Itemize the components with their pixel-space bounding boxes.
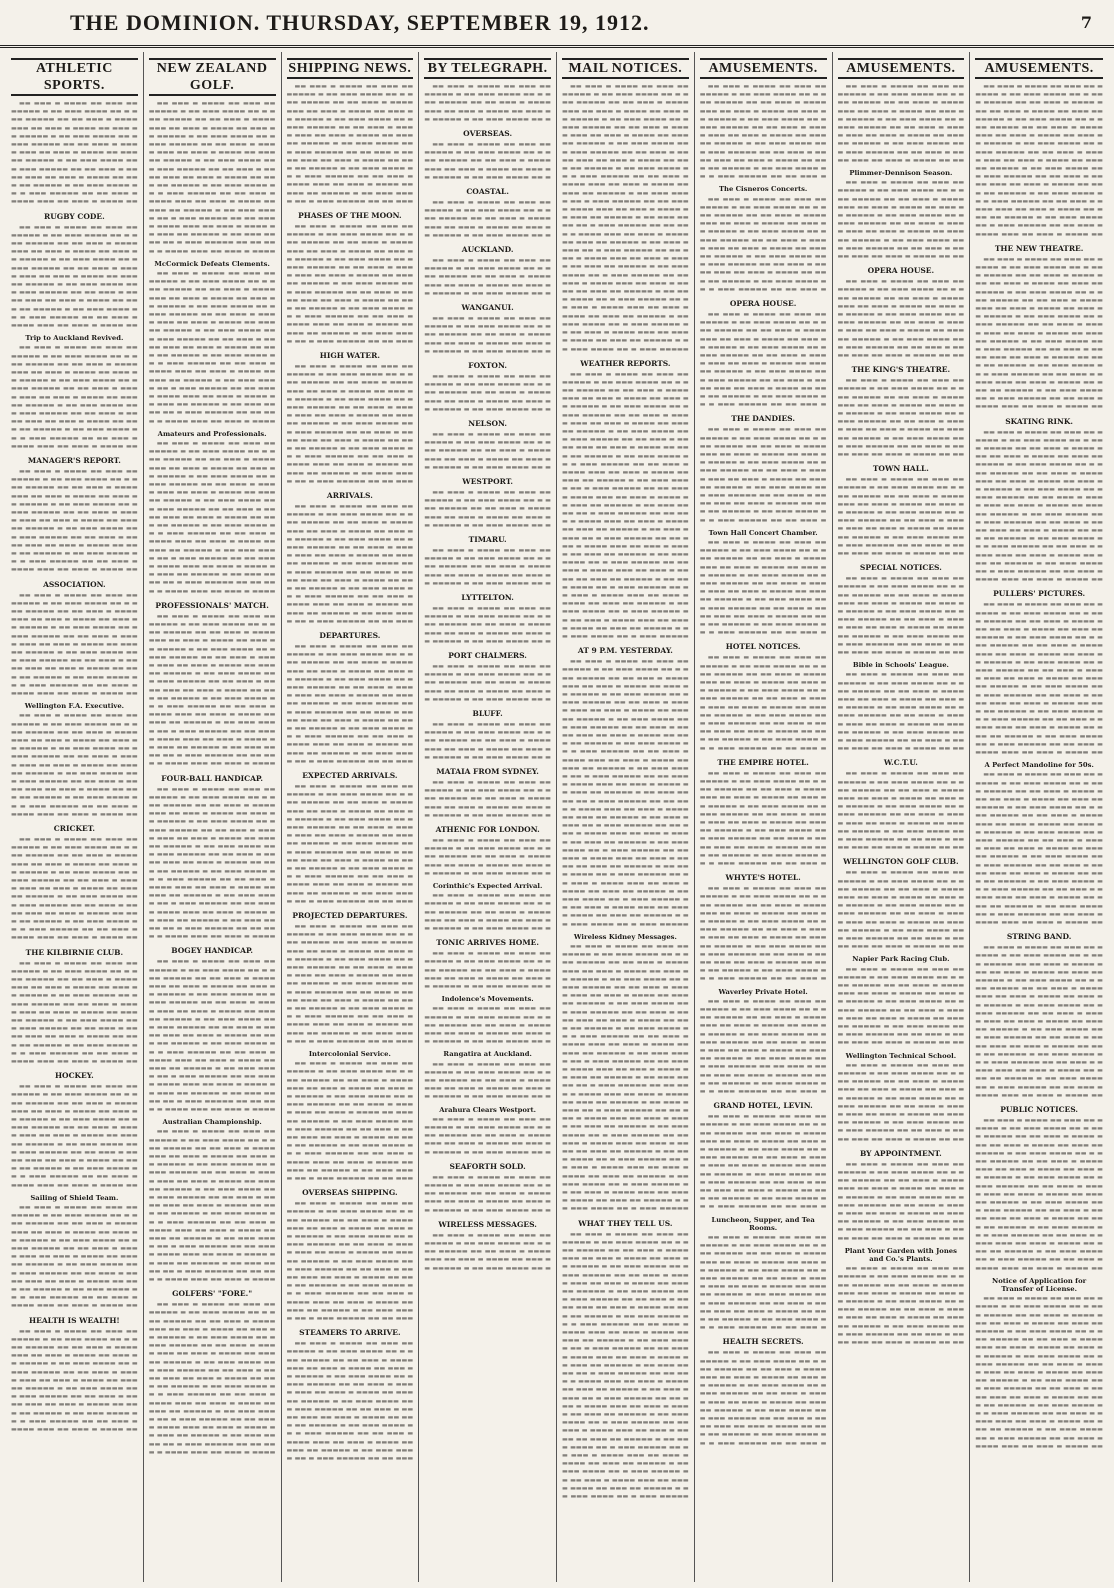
section-heading: Town Hall Concert Chamber. — [708, 528, 818, 537]
section-heading: THE NEW THEATRE. — [994, 243, 1084, 253]
section-heading: ARRIVALS. — [326, 491, 373, 500]
text-block: ▬▬ ▬▬▬ ▬ ▬▬▬▬ ▬▬ ▬▬▬ ▬▬ ▬▬▬▬▬ ▬ ▬▬ ▬▬▬ ▬▬▬▬ ▬▬ ▬ ▬▬▬ ▬▬▬▬▬ ▬▬ ▬▬ ▬▬▬ ▬ ▬▬▬▬ ▬▬▬ ▬▬ ▬▬▬ ▬ ▬▬▬▬ ▬▬ ▬▬▬ ▬▬ ▬▬▬▬▬ ▬ ▬▬ ▬▬▬ ▬▬▬▬ ▬▬ ▬ ▬▬▬ ▬▬▬▬▬ ▬▬ ▬▬ ▬▬▬ ▬ ▬▬▬▬ ▬▬▬ ▬▬ ▬▬▬ ▬ ▬▬▬▬ ▬▬ ▬▬▬ ▬▬ ▬▬▬▬▬ ▬ ▬▬ ▬▬▬ ▬▬▬▬ ▬▬ ▬ ▬▬▬ ▬▬▬▬▬ ▬▬ ▬▬ ▬▬▬ ▬ ▬▬▬▬ ▬▬▬ ▬▬ ▬▬▬ ▬ ▬▬▬▬ ▬▬ ▬▬▬ ▬▬ ▬▬▬▬▬ ▬ ▬▬ ▬▬▬ ▬▬▬▬ ▬▬ ▬ ▬▬▬ ▬▬▬▬▬ ▬▬ ▬▬ ▬▬▬ ▬ ▬▬▬▬ ▬▬▬ ▬▬ ▬▬▬ ▬ ▬▬▬▬ ▬▬ ▬▬▬ ▬▬ ▬▬▬▬▬ ▬ ▬▬ ▬▬▬ ▬▬▬▬ ▬▬ ▬ ▬▬▬ ▬▬▬▬▬ ▬▬ ▬▬ ▬▬▬ — [286, 223, 414, 345]
section-heading: MATAIA FROM SYDNEY. — [436, 767, 539, 776]
column-6 — [695, 52, 833, 1582]
text-block: ▬▬ ▬▬▬ ▬ ▬▬▬▬ ▬▬ ▬▬▬ ▬▬ ▬▬▬▬▬ ▬ ▬▬ ▬▬▬ ▬▬▬▬ ▬▬ ▬ ▬▬▬ ▬▬▬▬▬ ▬▬ ▬▬ ▬▬▬ ▬ ▬▬▬▬ ▬▬▬ ▬▬ ▬▬▬ ▬ ▬▬▬▬ ▬▬ ▬▬▬ ▬▬ ▬▬▬▬▬ ▬ ▬▬ ▬▬▬ ▬▬▬▬ ▬▬ ▬ ▬▬▬ ▬▬▬▬▬ ▬▬ ▬▬ ▬▬▬ ▬ ▬▬▬▬ ▬▬▬ ▬▬ ▬▬▬ ▬ ▬▬▬▬ ▬▬ ▬▬▬ ▬▬ ▬▬▬▬▬ ▬ ▬▬ ▬▬▬ ▬▬▬▬ ▬▬ ▬ ▬▬▬ ▬▬▬▬▬ ▬▬ ▬▬ ▬▬▬ ▬ ▬▬▬▬ ▬▬▬ ▬▬ ▬▬▬ ▬ ▬▬▬▬ ▬▬ ▬▬▬ ▬▬ ▬▬▬▬▬ ▬ ▬▬ ▬▬▬ ▬▬▬▬ ▬▬ ▬ ▬▬▬ ▬▬▬▬▬ ▬▬ ▬▬ ▬▬▬ ▬ ▬▬▬▬ ▬▬▬ ▬▬ ▬▬▬ ▬ ▬▬▬▬ ▬▬ ▬▬▬ ▬▬ ▬▬▬▬▬ ▬ ▬▬ ▬▬▬ ▬▬▬▬ ▬▬ ▬ ▬▬▬ ▬▬▬▬▬ ▬▬ ▬▬ ▬▬▬ — [286, 363, 414, 485]
section-heading: WEATHER REPORTS. — [580, 358, 671, 368]
text-block: ▬▬ ▬▬▬ ▬ ▬▬▬▬ ▬▬ ▬▬▬ ▬▬ ▬▬▬▬▬ ▬ ▬▬ ▬▬▬ ▬▬▬▬ ▬▬ ▬ ▬▬▬ ▬▬▬▬▬ ▬▬ ▬▬ ▬▬▬ ▬ ▬▬▬▬ ▬▬▬ ▬▬ ▬▬▬ ▬ ▬▬▬▬ ▬▬ ▬▬▬ ▬▬ ▬▬▬▬▬ ▬ ▬▬ ▬▬▬ ▬▬▬▬ ▬▬ ▬ ▬▬▬ ▬▬▬▬▬ ▬▬ ▬▬ ▬▬▬ ▬ ▬▬▬▬ ▬▬▬ ▬▬ ▬▬▬ ▬ ▬▬▬▬ ▬▬ ▬▬▬ ▬▬ ▬▬▬▬▬ ▬ ▬▬ ▬▬▬ ▬▬▬▬ ▬▬ ▬ ▬▬▬ ▬▬▬▬▬ ▬▬ ▬▬ ▬▬▬ ▬ ▬▬▬▬ ▬▬▬ ▬▬ ▬▬▬ ▬ ▬▬▬▬ ▬▬ ▬▬▬ ▬▬ ▬▬▬▬▬ ▬ ▬▬ ▬▬▬ ▬▬▬▬ ▬▬ ▬ ▬▬▬ ▬▬▬▬▬ ▬▬ ▬▬ ▬▬▬ ▬ ▬▬▬▬ ▬▬▬ ▬▬ ▬▬▬ ▬ ▬▬▬▬ ▬▬ ▬▬▬ ▬▬ ▬▬▬▬▬ ▬ ▬▬ ▬▬▬ ▬▬▬▬ ▬▬ ▬ ▬▬▬ ▬▬▬▬▬ ▬▬ ▬▬ ▬▬▬ ▬ ▬▬▬▬ ▬▬▬ ▬▬ ▬▬▬ ▬ ▬▬▬▬ ▬▬ ▬▬▬ ▬▬ ▬▬▬▬▬ ▬ ▬▬ ▬▬▬ ▬▬▬▬ ▬▬ ▬ ▬▬▬ ▬▬▬▬▬ ▬▬ ▬▬ ▬▬▬ ▬ ▬▬▬▬ ▬▬▬ ▬▬ ▬▬▬ ▬ ▬▬▬▬ — [148, 1128, 276, 1284]
column-4 — [419, 52, 557, 1582]
section-heading: DEPARTURES. — [319, 631, 381, 640]
text-block: ▬▬ ▬▬▬ ▬ ▬▬▬▬ ▬▬ ▬▬▬ ▬▬ ▬▬▬▬▬ ▬ ▬▬ ▬▬▬ ▬▬▬▬ ▬▬ ▬ ▬▬▬ ▬▬▬▬▬ ▬▬ ▬▬ ▬▬▬ ▬ ▬▬▬▬ ▬▬▬ ▬▬ ▬▬▬ ▬ ▬▬▬▬ ▬▬ ▬▬▬ ▬▬ ▬▬▬▬▬ ▬ ▬▬ ▬▬▬ ▬▬▬▬ ▬▬ ▬ ▬▬▬ ▬▬▬▬▬ ▬▬ ▬▬ ▬▬▬ ▬ ▬▬▬▬ ▬▬▬ ▬▬ ▬▬▬ ▬ ▬▬▬▬ ▬▬ ▬▬▬ ▬▬ ▬▬▬▬▬ ▬ ▬▬ ▬▬▬ ▬▬▬▬ ▬▬ ▬ ▬▬▬ ▬▬▬▬▬ ▬▬ ▬▬ ▬▬▬ ▬ ▬▬▬▬ ▬▬▬ ▬▬ ▬▬▬ ▬ ▬▬▬▬ ▬▬ ▬▬▬ ▬▬ ▬▬▬▬▬ ▬ ▬▬ ▬▬▬ ▬▬▬▬ ▬▬ ▬ ▬▬▬ ▬▬▬▬▬ ▬▬ ▬▬ ▬▬▬ ▬ — [699, 654, 827, 752]
section-heading: PROFESSIONALS' MATCH. — [155, 600, 269, 610]
text-block: ▬▬ ▬▬▬ ▬ ▬▬▬▬ ▬▬ ▬▬▬ ▬▬ ▬▬▬▬▬ ▬ ▬▬ ▬▬▬ ▬▬▬▬ ▬▬ ▬ ▬▬▬ ▬▬▬▬▬ ▬▬ ▬▬ ▬▬▬ ▬ ▬▬▬▬ ▬▬▬ ▬▬ ▬▬▬ ▬ ▬▬▬▬ ▬▬ ▬▬▬ ▬▬ ▬▬▬▬▬ ▬ ▬▬ ▬▬▬ ▬▬▬▬ ▬▬ ▬ — [424, 663, 551, 703]
section-heading: Napier Park Racing Club. — [852, 955, 950, 964]
section-heading: AUCKLAND. — [461, 245, 514, 254]
section-heading: STEAMERS TO ARRIVE. — [299, 1328, 401, 1338]
section-heading: AMUSEMENTS. — [700, 58, 827, 79]
column-5 — [557, 52, 695, 1582]
section-heading: Luncheon, Supper, and Tea Rooms. — [711, 1215, 815, 1232]
text-block: ▬▬ ▬▬▬ ▬ ▬▬▬▬ ▬▬ ▬▬▬ ▬▬ ▬▬▬▬▬ ▬ ▬▬ ▬▬▬ ▬▬▬▬ ▬▬ ▬ ▬▬▬ ▬▬▬▬▬ ▬▬ ▬▬ ▬▬▬ ▬ ▬▬▬▬ ▬▬▬ ▬▬ ▬▬▬ ▬ ▬▬▬▬ ▬▬ ▬▬▬ ▬▬ ▬▬▬▬▬ ▬ ▬▬ ▬▬▬ ▬▬▬▬ ▬▬ ▬ ▬▬▬ ▬▬▬▬▬ ▬▬ ▬▬ ▬▬▬ ▬ ▬▬▬▬ ▬▬▬ ▬▬ ▬▬▬ ▬ ▬▬▬▬ ▬▬ ▬▬▬ ▬▬ ▬▬▬▬▬ ▬ ▬▬ ▬▬▬ ▬▬▬▬ ▬▬ ▬ ▬▬▬ ▬▬▬▬▬ ▬▬ ▬▬ ▬▬▬ ▬ ▬▬▬▬ ▬▬▬ ▬▬ ▬▬▬ ▬ ▬▬▬▬ ▬▬ ▬▬ — [837, 671, 965, 753]
section-heading: Intercolonial Service. — [308, 1050, 391, 1058]
text-block: ▬▬ ▬▬▬ ▬ ▬▬▬▬ ▬▬ ▬▬▬ ▬▬ ▬▬▬▬▬ ▬ ▬▬ ▬▬▬ ▬▬▬▬ ▬▬ ▬ ▬▬▬ ▬▬▬▬▬ ▬▬ ▬▬ ▬▬▬ ▬ ▬▬▬▬ ▬▬▬ ▬▬ ▬▬▬ ▬ ▬▬▬▬ ▬▬ ▬▬▬ ▬▬ ▬▬▬▬▬ ▬ ▬▬ ▬▬▬ ▬▬▬▬ ▬▬ ▬ ▬▬▬ ▬▬▬▬▬ ▬▬ ▬▬ ▬▬▬ ▬ ▬▬▬▬ ▬▬▬ ▬▬ ▬▬▬ ▬ ▬▬▬▬ ▬▬ ▬▬▬ ▬▬ ▬▬▬▬▬ ▬ ▬▬ ▬▬▬ ▬▬▬▬ ▬▬ ▬ ▬▬▬ ▬▬▬▬▬ ▬▬ ▬▬ ▬▬▬ ▬ ▬▬▬▬ ▬▬▬ ▬▬ ▬▬▬ ▬ ▬▬▬▬ ▬▬ ▬▬▬ ▬▬ ▬▬▬▬▬ ▬ ▬▬ ▬▬▬ ▬▬▬▬ ▬▬ ▬ ▬▬▬ ▬▬▬▬▬ ▬▬ ▬▬ ▬▬▬ ▬ ▬▬▬▬ ▬▬▬ ▬▬ ▬▬▬ ▬ ▬▬▬▬ ▬▬ ▬▬▬ ▬▬ ▬▬▬▬▬ ▬ ▬▬ ▬▬▬ ▬▬▬▬ ▬▬ ▬ ▬▬▬ ▬▬▬▬▬ ▬▬ ▬▬ ▬▬▬ ▬ ▬▬▬▬ ▬▬▬ ▬▬ ▬▬▬ ▬ ▬▬▬▬ ▬▬ ▬▬▬ ▬▬ ▬▬▬▬▬ ▬ ▬▬ ▬▬▬ ▬▬▬▬ ▬▬ ▬ ▬▬▬ ▬▬▬▬▬ ▬▬ ▬▬ ▬▬▬ ▬ ▬▬▬▬ ▬▬▬ ▬▬ ▬▬▬ ▬ ▬▬▬▬ ▬▬ — [975, 255, 1103, 411]
text-block: ▬▬ ▬▬▬ ▬ ▬▬▬▬ ▬▬ ▬▬▬ ▬▬ ▬▬▬▬▬ ▬ ▬▬ ▬▬▬ ▬▬▬▬ ▬▬ ▬ ▬▬▬ ▬▬▬▬▬ ▬▬ ▬▬ ▬▬▬ ▬ ▬▬▬▬ ▬▬▬ ▬▬ ▬▬▬ ▬ ▬▬▬▬ ▬▬ ▬▬▬ ▬▬ ▬▬▬▬▬ ▬ ▬▬ ▬▬▬ ▬▬▬▬ ▬▬ ▬ ▬▬▬ ▬▬▬▬▬ ▬▬ ▬▬ ▬▬▬ ▬ ▬▬▬▬ ▬▬▬ ▬▬ ▬▬▬ ▬ ▬▬▬▬ ▬▬ ▬▬▬ ▬▬ ▬▬▬▬▬ ▬ ▬▬ ▬▬▬ ▬▬▬▬ ▬▬ ▬ ▬▬▬ ▬▬▬▬▬ ▬▬ ▬▬ ▬▬▬ ▬ ▬▬▬▬ ▬▬▬ ▬▬ ▬▬▬ ▬ ▬▬▬▬ ▬▬ ▬▬▬ ▬▬ ▬▬▬▬▬ ▬ ▬▬ ▬▬▬ ▬▬▬▬ ▬▬ ▬ ▬▬▬ ▬▬▬▬▬ ▬▬ ▬▬ ▬▬▬ ▬ ▬▬▬▬ ▬▬▬ ▬▬ ▬▬▬ ▬ ▬▬▬▬ ▬▬ ▬▬▬ ▬▬ ▬▬▬▬▬ ▬ ▬▬ ▬▬▬ ▬▬▬▬ ▬▬ ▬ ▬▬▬ ▬▬▬▬▬ ▬▬ ▬▬ ▬▬▬ ▬ ▬▬▬▬ ▬▬▬ ▬▬ ▬▬▬ ▬ ▬▬▬▬ ▬▬ ▬▬▬ ▬▬ ▬▬▬▬▬ ▬ ▬▬ ▬▬▬ ▬▬▬▬ ▬▬ ▬ ▬▬▬ ▬▬▬▬▬ ▬▬ ▬▬ ▬▬▬ ▬ ▬▬▬▬ ▬▬▬ ▬▬ ▬▬▬ ▬ ▬▬▬▬ — [148, 612, 276, 768]
text-block: ▬▬ ▬▬▬ ▬ ▬▬▬▬ ▬▬ ▬▬▬ ▬▬ ▬▬▬▬▬ ▬ ▬▬ ▬▬▬ ▬▬▬▬ ▬▬ ▬ ▬▬▬ ▬▬▬▬▬ ▬▬ ▬▬ ▬▬▬ ▬ ▬▬▬▬ ▬▬▬ ▬▬ ▬▬▬ ▬ ▬▬▬▬ ▬▬ ▬▬▬ ▬▬ ▬▬▬▬▬ ▬ ▬▬ ▬▬▬ ▬▬▬▬ ▬▬ ▬ ▬▬▬ ▬▬▬▬▬ ▬▬ ▬▬ ▬▬▬ ▬ ▬▬▬▬ ▬▬▬ ▬▬ ▬▬▬ ▬ ▬▬▬▬ ▬▬ ▬▬▬ ▬▬ ▬▬▬▬▬ ▬ ▬▬ ▬▬▬ ▬▬▬▬ ▬▬ ▬ ▬▬▬ ▬▬▬▬▬ ▬▬ ▬▬ ▬▬▬ ▬ ▬▬▬▬ ▬▬▬ ▬▬ ▬▬▬ ▬ ▬▬▬▬ ▬▬ ▬▬▬ ▬▬ ▬▬▬▬▬ ▬ ▬▬ ▬▬▬ ▬▬▬▬ ▬▬ ▬ ▬▬▬ ▬▬▬▬▬ ▬▬ ▬▬ ▬▬▬ ▬ ▬▬▬▬ ▬▬▬ ▬▬ ▬▬▬ ▬ ▬▬▬▬ ▬▬ ▬▬▬ ▬▬ ▬▬▬▬▬ ▬ ▬▬ ▬▬▬ ▬▬▬▬ ▬▬ ▬ ▬▬▬ ▬▬▬▬▬ ▬▬ ▬▬ ▬▬▬ — [286, 503, 414, 625]
text-block: ▬▬ ▬▬▬ ▬ ▬▬▬▬ ▬▬ ▬▬▬ ▬▬ ▬▬▬▬▬ ▬ ▬▬ ▬▬▬ ▬▬▬▬ ▬▬ ▬ ▬▬▬ ▬▬▬▬▬ ▬▬ ▬▬ ▬▬▬ ▬ ▬▬▬▬ ▬▬▬ ▬▬ ▬▬▬ ▬ ▬▬▬▬ ▬▬ ▬▬▬ ▬▬ ▬▬▬▬▬ ▬ ▬▬ ▬▬▬ ▬▬▬▬ ▬▬ ▬ ▬▬▬ ▬▬▬▬▬ ▬▬ ▬▬ ▬▬▬ ▬ ▬▬▬▬ ▬▬▬ ▬▬ ▬▬▬ ▬ ▬▬▬▬ ▬▬ ▬▬▬ ▬▬ ▬▬▬▬▬ ▬ ▬▬ ▬▬▬ ▬▬▬▬ ▬▬ ▬ ▬▬▬ ▬▬▬▬▬ ▬▬ ▬▬ ▬▬▬ ▬ ▬▬▬▬ ▬▬▬ ▬▬ ▬▬▬ ▬ ▬▬▬▬ ▬▬ ▬▬▬ ▬▬ ▬▬▬▬▬ ▬ ▬▬ ▬▬▬ ▬▬▬▬ ▬▬ ▬ ▬▬▬ ▬▬▬▬▬ ▬▬ ▬▬ ▬▬▬ ▬ ▬▬▬▬ ▬▬▬ ▬▬ ▬▬▬ ▬ ▬▬▬▬ ▬▬ ▬▬▬ ▬▬ ▬▬▬▬▬ ▬ ▬▬ ▬▬▬ ▬▬▬▬ ▬▬ ▬ ▬▬▬ ▬▬▬▬▬ ▬▬ ▬▬ ▬▬▬ ▬ ▬▬▬▬ ▬▬▬ ▬▬ ▬▬▬ ▬ ▬▬▬▬ ▬▬ ▬▬▬ ▬▬ ▬▬▬▬▬ ▬ ▬▬ ▬▬▬ ▬▬▬▬ ▬▬ ▬ ▬▬▬ ▬▬▬▬▬ ▬▬ ▬▬ ▬▬▬ ▬ ▬▬▬▬ ▬▬▬ ▬▬ ▬▬▬ ▬ ▬▬▬▬ ▬▬ — [975, 83, 1103, 238]
text-block: ▬▬ ▬▬▬ ▬ ▬▬▬▬ ▬▬ ▬▬▬ ▬▬ ▬▬▬▬▬ ▬ ▬▬ ▬▬▬ ▬▬▬▬ ▬▬ ▬ ▬▬▬ ▬▬▬▬▬ ▬▬ ▬▬ ▬▬▬ ▬ ▬▬▬▬ ▬▬▬ ▬▬ ▬▬▬ ▬ ▬▬▬▬ ▬▬ ▬▬▬ ▬▬ ▬▬▬▬▬ ▬ ▬▬ ▬▬▬ ▬▬▬▬ ▬▬ ▬ ▬▬▬ ▬▬▬▬▬ ▬▬ ▬▬ ▬▬▬ ▬ ▬▬▬▬ ▬▬▬ ▬▬ ▬▬▬ ▬ ▬▬▬▬ ▬▬ ▬▬▬ ▬▬ ▬▬▬▬▬ ▬ ▬▬ ▬▬▬ ▬▬▬▬ ▬▬ ▬ ▬▬▬ ▬▬▬▬▬ ▬▬ ▬▬ ▬▬▬ ▬ ▬▬▬▬ ▬▬▬ ▬▬ ▬▬▬ ▬ ▬▬▬▬ ▬▬ ▬▬▬ ▬▬ ▬▬▬▬▬ ▬ ▬▬ ▬▬▬ ▬▬▬▬ ▬▬ ▬ ▬▬▬ ▬▬▬▬▬ ▬▬ ▬▬ ▬▬▬ ▬ ▬▬▬▬ ▬▬▬ ▬▬ ▬▬▬ ▬ ▬▬▬▬ ▬▬ ▬▬▬ ▬▬ ▬▬▬▬▬ ▬ ▬▬ ▬▬▬ ▬▬▬▬ ▬▬ ▬ ▬▬▬ ▬▬▬▬▬ ▬▬ ▬▬ ▬▬▬ — [286, 1340, 414, 1463]
text-block: ▬▬ ▬▬▬ ▬ ▬▬▬▬ ▬▬ ▬▬▬ ▬▬ ▬▬▬▬▬ ▬ ▬▬ ▬▬▬ ▬▬▬▬ ▬▬ ▬ ▬▬▬ ▬▬▬▬▬ ▬▬ ▬▬ ▬▬▬ ▬ ▬▬▬▬ ▬▬▬ ▬▬ ▬▬▬ ▬ ▬▬▬▬ ▬▬ ▬▬▬ ▬▬ ▬▬▬▬▬ ▬ ▬▬ ▬▬▬ ▬▬▬▬ ▬▬ ▬ ▬▬▬ ▬▬▬▬▬ ▬▬ ▬▬ ▬▬▬ ▬ ▬▬▬▬ ▬▬▬ ▬▬ ▬▬▬ ▬ ▬▬▬▬ ▬▬ ▬▬▬ ▬▬ ▬▬▬▬▬ ▬ ▬▬ ▬▬▬ ▬▬▬▬ ▬▬ ▬ ▬▬▬ ▬▬▬▬▬ ▬▬ ▬▬ ▬▬▬ ▬ ▬▬▬▬ ▬▬▬ ▬▬ ▬▬▬ ▬ ▬▬▬▬ ▬▬ ▬▬▬ ▬▬ ▬▬▬▬▬ ▬ ▬▬ ▬▬▬ ▬▬▬▬ ▬▬ ▬ ▬▬▬ ▬▬▬▬▬ ▬▬ ▬▬ ▬▬▬ ▬ ▬▬▬▬ ▬▬▬ ▬▬ ▬▬▬ ▬ ▬▬▬▬ ▬▬ — [11, 1203, 138, 1310]
section-heading: HOCKEY. — [54, 1071, 94, 1081]
section-heading: HEALTH IS WEALTH! — [29, 1315, 120, 1325]
text-block: ▬▬ ▬▬▬ ▬ ▬▬▬▬ ▬▬ ▬▬▬ ▬▬ ▬▬▬▬▬ ▬ ▬▬ ▬▬▬ ▬▬▬▬ ▬▬ ▬ ▬▬▬ ▬▬▬▬▬ ▬▬ ▬▬ ▬▬▬ ▬ ▬▬▬▬ ▬▬▬ ▬▬ ▬▬▬ ▬ ▬▬▬▬ ▬▬ ▬▬▬ ▬▬ ▬▬▬▬▬ ▬ ▬▬ ▬▬▬ ▬▬▬▬ ▬▬ ▬ ▬▬▬ ▬▬▬▬▬ ▬▬ ▬▬ ▬▬▬ ▬ ▬▬▬▬ ▬▬▬ ▬▬ ▬▬▬ ▬ ▬▬▬▬ ▬▬ ▬▬▬ ▬▬ ▬▬▬▬▬ ▬ ▬▬ ▬▬▬ ▬▬▬▬ ▬▬ ▬ ▬▬▬ ▬▬▬▬▬ ▬▬ ▬▬ ▬▬▬ ▬ ▬▬▬▬ ▬▬▬ ▬▬ ▬▬▬ ▬ ▬▬▬▬ ▬▬ ▬▬ — [837, 1160, 965, 1242]
section-heading: OVERSEAS SHIPPING. — [302, 1188, 398, 1198]
text-block: ▬▬ ▬▬▬ ▬ ▬▬▬▬ ▬▬ ▬▬▬ ▬▬ ▬▬▬▬▬ ▬ ▬▬ ▬▬▬ ▬▬▬▬ ▬▬ ▬ ▬▬▬ ▬▬▬▬▬ ▬▬ ▬▬ ▬▬▬ ▬ ▬▬▬▬ ▬▬▬ ▬▬ ▬▬▬ ▬ ▬▬▬▬ ▬▬ ▬▬▬ ▬▬ ▬▬▬▬▬ ▬ ▬▬ ▬▬▬ ▬▬▬▬ ▬▬ ▬ ▬▬▬ ▬▬▬▬▬ ▬▬ ▬▬ ▬▬▬ ▬ ▬▬▬▬ ▬▬▬ ▬▬ ▬▬▬ ▬ ▬▬▬▬ ▬▬ ▬▬▬ ▬▬ ▬▬▬▬▬ ▬ ▬▬ ▬▬▬ ▬▬▬▬ ▬▬ ▬ ▬▬▬ ▬▬▬▬▬ ▬▬ ▬▬ ▬▬▬ ▬ ▬▬▬▬ ▬▬▬ ▬▬ ▬▬▬ ▬ ▬▬▬▬ ▬▬ ▬▬▬ ▬▬ ▬▬▬▬▬ ▬ ▬▬ ▬▬▬ ▬▬▬▬ ▬▬ ▬ ▬▬▬ ▬▬▬▬▬ ▬▬ ▬▬ ▬▬▬ ▬ ▬▬▬▬ ▬▬▬ ▬▬ ▬▬▬ ▬ ▬▬▬▬ ▬▬ ▬▬▬ ▬▬ ▬▬▬▬▬ ▬ ▬▬ ▬▬▬ ▬▬▬▬ ▬▬ ▬ ▬▬▬ ▬▬▬▬▬ ▬▬ ▬▬ ▬▬▬ ▬ ▬▬▬▬ ▬▬▬ ▬▬ ▬▬▬ ▬ ▬▬▬▬ ▬▬ ▬▬▬ ▬▬ ▬▬▬▬▬ ▬ ▬▬ ▬▬▬ ▬▬▬▬ ▬▬ ▬ ▬▬▬ ▬▬▬▬▬ ▬▬ ▬▬ ▬▬▬ ▬ ▬▬▬▬ ▬▬▬ ▬▬ ▬▬▬ ▬ ▬▬▬▬ — [148, 100, 276, 255]
text-block: ▬▬ ▬▬▬ ▬ ▬▬▬▬ ▬▬ ▬▬▬ ▬▬ ▬▬▬▬▬ ▬ ▬▬ ▬▬▬ ▬▬▬▬ ▬▬ ▬ ▬▬▬ ▬▬▬▬▬ ▬▬ ▬▬ ▬▬▬ ▬ ▬▬▬▬ ▬▬▬ ▬▬ ▬▬▬ ▬ ▬▬▬▬ ▬▬ ▬▬▬ ▬▬ ▬▬▬▬▬ ▬ ▬▬ ▬▬▬ ▬▬▬▬ ▬▬ ▬ ▬▬▬ ▬▬▬▬▬ ▬▬ ▬▬ ▬▬▬ ▬ ▬▬▬▬ ▬▬▬ ▬▬ ▬▬▬ ▬ ▬▬▬▬ ▬▬ ▬▬▬ ▬▬ ▬▬▬▬▬ ▬ ▬▬ ▬▬▬ ▬▬▬▬ ▬▬ ▬ ▬▬▬ ▬▬▬▬▬ ▬▬ ▬▬ ▬▬▬ ▬ ▬▬▬▬ ▬▬▬ ▬▬ ▬▬▬ ▬ ▬▬▬▬ ▬▬ ▬▬▬ ▬▬ ▬▬▬▬▬ ▬ ▬▬ ▬▬▬ ▬▬▬▬ ▬▬ ▬ ▬▬▬ ▬▬▬▬▬ ▬▬ ▬▬ ▬▬▬ ▬ ▬▬▬▬ ▬▬▬ ▬▬ ▬▬▬ ▬ ▬▬▬▬ ▬▬ — [11, 1327, 138, 1433]
section-heading: THE DANDIES. — [731, 414, 795, 424]
text-block: ▬▬ ▬▬▬ ▬ ▬▬▬▬ ▬▬ ▬▬▬ ▬▬ ▬▬▬▬▬ ▬ ▬▬ ▬▬▬ ▬▬▬▬ ▬▬ ▬ ▬▬▬ ▬▬▬▬▬ ▬▬ ▬▬ ▬▬▬ ▬ ▬▬▬▬ ▬▬▬ ▬▬ ▬▬▬ ▬ ▬▬▬▬ ▬▬ ▬▬▬ ▬▬ ▬▬▬▬▬ ▬ ▬▬ ▬▬▬ ▬▬▬▬ ▬▬ ▬ ▬▬▬ ▬▬▬▬▬ ▬▬ ▬▬ ▬▬▬ ▬ ▬▬▬▬ ▬▬▬ ▬▬ ▬▬▬ ▬ ▬▬▬▬ ▬▬ ▬▬▬ ▬▬ ▬▬▬▬▬ ▬ ▬▬ ▬▬▬ ▬▬▬▬ ▬▬ ▬ ▬▬▬ ▬▬▬▬▬ ▬▬ ▬▬ ▬▬▬ ▬ ▬▬▬▬ ▬▬▬ ▬▬ ▬▬▬ ▬ ▬▬▬▬ ▬▬ ▬▬▬ ▬▬ ▬▬▬▬▬ ▬ ▬▬ ▬▬▬ ▬▬▬▬ ▬▬ ▬ ▬▬▬ ▬▬▬▬▬ ▬▬ ▬▬ ▬▬▬ ▬ — [699, 1113, 827, 1211]
section-heading: AT 9 P.M. YESTERDAY. — [577, 646, 673, 656]
text-block: ▬▬ ▬▬▬ ▬ ▬▬▬▬ ▬▬ ▬▬▬ ▬▬ ▬▬▬▬▬ ▬ ▬▬ ▬▬▬ ▬▬▬▬ ▬▬ ▬ ▬▬▬ ▬▬▬▬▬ ▬▬ ▬▬ ▬▬▬ ▬ ▬▬▬▬ ▬▬▬ ▬▬ ▬▬▬ ▬ ▬▬▬▬ ▬▬ ▬▬▬ ▬▬ ▬▬▬▬▬ ▬ ▬▬ ▬▬▬ ▬▬▬▬ ▬▬ ▬ ▬▬▬ ▬▬▬▬▬ ▬▬ ▬▬ ▬▬▬ ▬ ▬▬▬▬ ▬▬▬ ▬▬ ▬▬▬ ▬ ▬▬▬▬ ▬▬ ▬▬▬ ▬▬ ▬▬▬▬▬ ▬ ▬▬ ▬▬▬ ▬▬▬▬ ▬▬ ▬ ▬▬▬ ▬▬▬▬▬ ▬▬ ▬▬ ▬▬▬ ▬ ▬▬▬▬ ▬▬▬ ▬▬ ▬▬▬ ▬ ▬▬▬▬ ▬▬ ▬▬▬ ▬▬ ▬▬▬▬▬ ▬ ▬▬ ▬▬▬ ▬▬▬▬ ▬▬ ▬ ▬▬▬ ▬▬▬▬▬ ▬▬ ▬▬ ▬▬▬ ▬ ▬▬▬▬ ▬▬▬ ▬▬ ▬▬▬ ▬ ▬▬▬▬ ▬▬ — [11, 591, 138, 698]
section-heading: PULLERS' PICTURES. — [993, 589, 1086, 599]
text-block: ▬▬ ▬▬▬ ▬ ▬▬▬▬ ▬▬ ▬▬▬ ▬▬ ▬▬▬▬▬ ▬ ▬▬ ▬▬▬ ▬▬▬▬ ▬▬ ▬ ▬▬▬ ▬▬▬▬▬ ▬▬ ▬▬ ▬▬▬ ▬ ▬▬▬▬ ▬▬▬ ▬▬ ▬▬▬ ▬ ▬▬▬▬ ▬▬ ▬▬▬ ▬▬ ▬▬▬▬▬ ▬ ▬▬ ▬▬▬ ▬▬▬▬ ▬▬ ▬ ▬▬▬ ▬▬▬▬▬ ▬▬ ▬▬ ▬▬▬ ▬ ▬▬▬▬ ▬▬▬ ▬▬ ▬▬▬ ▬ ▬▬▬▬ ▬▬ ▬▬▬ ▬▬ ▬▬▬▬▬ ▬ ▬▬ ▬▬▬ ▬▬▬▬ ▬▬ ▬ ▬▬▬ ▬▬▬▬▬ ▬▬ ▬▬ ▬▬▬ ▬ ▬▬▬▬ ▬▬▬ ▬▬ ▬▬▬ ▬ ▬▬▬▬ ▬▬ ▬▬ — [837, 278, 965, 360]
section-heading: Bible in Schools' League. — [852, 661, 949, 670]
section-heading: WIRELESS MESSAGES. — [438, 1219, 537, 1229]
text-block: ▬▬ ▬▬▬ ▬ ▬▬▬▬ ▬▬ ▬▬▬ ▬▬ ▬▬▬▬▬ ▬ ▬▬ ▬▬▬ ▬▬▬▬ ▬▬ ▬ ▬▬▬ ▬▬▬▬▬ ▬▬ ▬▬ ▬▬▬ ▬ ▬▬▬▬ ▬▬▬ ▬▬ ▬▬▬ ▬ ▬▬▬▬ ▬▬ ▬▬▬ ▬▬ ▬▬▬▬▬ ▬ ▬▬ ▬▬▬ ▬▬▬▬ ▬▬ ▬ ▬▬▬ ▬▬▬▬▬ ▬▬ ▬▬ ▬▬▬ ▬ ▬▬▬▬ ▬▬▬ ▬▬ ▬▬▬ ▬ ▬▬▬▬ ▬▬ ▬▬▬ ▬▬ ▬▬▬▬▬ ▬ ▬▬ ▬▬▬ ▬▬▬▬ ▬▬ ▬ ▬▬▬ ▬▬▬▬▬ ▬▬ ▬▬ ▬▬▬ ▬ ▬▬▬▬ ▬▬▬ ▬▬ ▬▬▬ ▬ ▬▬▬▬ ▬▬ ▬▬▬ ▬▬ ▬▬▬▬▬ ▬ ▬▬ ▬▬▬ ▬▬▬▬ ▬▬ ▬ ▬▬▬ ▬▬▬▬▬ ▬▬ ▬▬ ▬▬▬ ▬ ▬▬▬▬ ▬▬▬ ▬▬ ▬▬▬ ▬ ▬▬▬▬ ▬▬ ▬▬▬ ▬▬ ▬▬▬▬▬ ▬ ▬▬ ▬▬▬ ▬▬▬▬ ▬▬ ▬ ▬▬▬ ▬▬▬▬▬ ▬▬ ▬▬ ▬▬▬ ▬ ▬▬▬▬ ▬▬▬ ▬▬ ▬▬▬ ▬ ▬▬▬▬ ▬▬ ▬▬▬ ▬▬ ▬▬▬▬▬ ▬ ▬▬ ▬▬▬ ▬▬▬▬ ▬▬ ▬ ▬▬▬ ▬▬▬▬▬ ▬▬ ▬▬ ▬▬▬ ▬ ▬▬▬▬ ▬▬▬ ▬▬ ▬▬▬ ▬ ▬▬▬▬ ▬▬ ▬▬▬ ▬▬ ▬▬▬▬▬ ▬ ▬▬ ▬▬▬ ▬▬▬▬ ▬▬ ▬ ▬▬▬ ▬▬▬▬▬ ▬▬ ▬▬ ▬▬▬ ▬ ▬▬▬▬ ▬▬▬ ▬▬ ▬▬▬ ▬ ▬▬▬▬ ▬▬ ▬▬▬ ▬▬ ▬▬▬▬▬ ▬ ▬▬ ▬▬▬ ▬▬▬▬ ▬▬ ▬ ▬▬▬ ▬▬▬▬▬ ▬▬ ▬▬ ▬▬▬ ▬ ▬▬▬▬ ▬▬▬ ▬▬ ▬▬▬ ▬ ▬▬▬▬ ▬▬ ▬▬▬ ▬▬ ▬▬▬▬▬ ▬ ▬▬ ▬▬▬ ▬▬▬▬ ▬▬ ▬ ▬▬▬ ▬▬▬▬▬ ▬▬ ▬▬ ▬▬▬ ▬ ▬▬▬▬ ▬▬▬ ▬▬ ▬▬▬ ▬ ▬▬▬▬ ▬▬ ▬▬▬ ▬▬ ▬▬▬▬▬ ▬ ▬▬ ▬▬▬ ▬▬▬▬ ▬▬ ▬ ▬▬▬ ▬▬▬▬▬ ▬▬ ▬▬ ▬▬▬ ▬ ▬▬▬▬ ▬▬▬ ▬▬ ▬▬▬ ▬ ▬▬▬▬ ▬▬ ▬▬▬ ▬▬ ▬▬▬▬▬ ▬ ▬▬ ▬▬▬ ▬▬▬▬ ▬▬ ▬ ▬▬▬ ▬▬▬▬▬ — [562, 83, 689, 353]
text-block: ▬▬ ▬▬▬ ▬ ▬▬▬▬ ▬▬ ▬▬▬ ▬▬ ▬▬▬▬▬ ▬ ▬▬ ▬▬▬ ▬▬▬▬ ▬▬ ▬ ▬▬▬ ▬▬▬▬▬ ▬▬ ▬▬ ▬▬▬ ▬ ▬▬▬▬ ▬▬▬ ▬▬ ▬▬▬ ▬ ▬▬▬▬ ▬▬ ▬▬▬ ▬▬ ▬▬▬▬▬ ▬ ▬▬ ▬▬▬ ▬▬▬▬ ▬▬ ▬ ▬▬▬ ▬▬▬▬▬ ▬▬ ▬▬ ▬▬▬ ▬ ▬▬▬▬ ▬▬▬ ▬▬ ▬▬▬ ▬ ▬▬▬▬ ▬▬ ▬▬▬ ▬▬ ▬▬▬▬▬ ▬ ▬▬ ▬▬▬ ▬▬▬▬ ▬▬ ▬ ▬▬▬ ▬▬▬▬▬ ▬▬ ▬▬ ▬▬▬ ▬ ▬▬▬▬ ▬▬▬ ▬▬ ▬▬▬ ▬ ▬▬▬▬ ▬▬ ▬▬▬ ▬▬ ▬▬▬▬▬ ▬ ▬▬ ▬▬▬ ▬▬▬▬ ▬▬ ▬ ▬▬▬ ▬▬▬▬▬ ▬▬ ▬▬ ▬▬▬ ▬ ▬▬▬▬ ▬▬▬ ▬▬ ▬▬▬ ▬ ▬▬▬▬ ▬▬ ▬▬▬ ▬▬ ▬▬▬▬▬ ▬ ▬▬ ▬▬▬ ▬▬▬▬ ▬▬ ▬ ▬▬▬ ▬▬▬▬▬ ▬▬ ▬▬ ▬▬▬ — [286, 83, 414, 205]
text-block: ▬▬ ▬▬▬ ▬ ▬▬▬▬ ▬▬ ▬▬▬ ▬▬ ▬▬▬▬▬ ▬ ▬▬ ▬▬▬ ▬▬▬▬ ▬▬ ▬ ▬▬▬ ▬▬▬▬▬ ▬▬ ▬▬ ▬▬▬ ▬ ▬▬▬▬ ▬▬▬ ▬▬ ▬▬▬ ▬ ▬▬▬▬ ▬▬ ▬▬▬ ▬▬ ▬▬▬▬▬ ▬ ▬▬ ▬▬▬ ▬▬▬▬ ▬▬ ▬ ▬▬▬ ▬▬▬▬▬ ▬▬ ▬▬ ▬▬▬ ▬ ▬▬▬▬ ▬▬▬ ▬▬ ▬▬▬ ▬ ▬▬▬▬ ▬▬ ▬▬▬ ▬▬ ▬▬▬▬▬ ▬ ▬▬ ▬▬▬ ▬▬▬▬ ▬▬ ▬ ▬▬▬ ▬▬▬▬▬ ▬▬ ▬▬ ▬▬▬ ▬ ▬▬▬▬ ▬▬▬ ▬▬ ▬▬▬ ▬ ▬▬▬▬ ▬▬ ▬▬▬ ▬▬ ▬▬▬▬▬ ▬ ▬▬ ▬▬▬ ▬▬▬▬ ▬▬ ▬ ▬▬▬ ▬▬▬▬▬ ▬▬ ▬▬ ▬▬▬ ▬ ▬▬▬▬ ▬▬▬ ▬▬ ▬▬▬ ▬ ▬▬▬▬ ▬▬ ▬▬▬ ▬▬ ▬▬▬▬▬ ▬ ▬▬ ▬▬▬ ▬▬▬▬ ▬▬ ▬ ▬▬▬ ▬▬▬▬▬ ▬▬ ▬▬ ▬▬▬ ▬ ▬▬▬▬ ▬▬▬ ▬▬ ▬▬▬ ▬ ▬▬▬▬ ▬▬ ▬▬▬ ▬▬ ▬▬▬▬▬ ▬ ▬▬ ▬▬▬ ▬▬▬▬ ▬▬ ▬ ▬▬▬ ▬▬▬▬▬ ▬▬ ▬▬ ▬▬▬ ▬ ▬▬▬▬ ▬▬▬ ▬▬ ▬▬▬ ▬ ▬▬▬▬ ▬▬ — [975, 601, 1103, 757]
section-heading: FOUR-BALL HANDICAP. — [161, 773, 263, 783]
section-heading: THE KING'S THEATRE. — [851, 365, 951, 375]
section-heading: The Cisneros Concerts. — [718, 185, 808, 194]
text-block: ▬▬ ▬▬▬ ▬ ▬▬▬▬ ▬▬ ▬▬▬ ▬▬ ▬▬▬▬▬ ▬ ▬▬ ▬▬▬ ▬▬▬▬ ▬▬ ▬ ▬▬▬ ▬▬▬▬▬ ▬▬ ▬▬ ▬▬▬ ▬ ▬▬▬▬ ▬▬▬ ▬▬ ▬▬▬ ▬ ▬▬▬▬ ▬▬ ▬▬▬ ▬▬ ▬▬▬▬▬ ▬ ▬▬ ▬▬▬ ▬▬▬▬ ▬▬ ▬ ▬▬▬ ▬▬▬▬▬ ▬▬ ▬▬ ▬▬▬ ▬ ▬▬▬▬ ▬▬▬ ▬▬ ▬▬▬ ▬ ▬▬▬▬ ▬▬ ▬▬▬ ▬▬ ▬▬▬▬▬ ▬ ▬▬ ▬▬▬ ▬▬▬▬ ▬▬ ▬ ▬▬▬ ▬▬▬▬▬ ▬▬ ▬▬ ▬▬▬ ▬ ▬▬▬▬ ▬▬▬ ▬▬ ▬▬▬ ▬ ▬▬▬▬ ▬▬ ▬▬▬ ▬▬ ▬▬▬▬▬ ▬ ▬▬ ▬▬▬ ▬▬▬▬ ▬▬ ▬ ▬▬▬ ▬▬▬▬▬ ▬▬ ▬▬ ▬▬▬ ▬ ▬▬▬▬ ▬▬▬ ▬▬ ▬▬▬ ▬ ▬▬▬▬ ▬▬ — [11, 100, 138, 206]
section-heading: MANAGER'S REPORT. — [27, 455, 121, 465]
section-heading: OPERA HOUSE. — [867, 266, 935, 276]
section-heading: NELSON. — [468, 419, 508, 428]
section-heading: Australian Championship. — [162, 1118, 262, 1127]
section-heading: SKATING RINK. — [1005, 416, 1073, 426]
text-block: ▬▬ ▬▬▬ ▬ ▬▬▬▬ ▬▬ ▬▬▬ ▬▬ ▬▬▬▬▬ ▬ ▬▬ ▬▬▬ ▬▬▬▬ ▬▬ ▬ ▬▬▬ ▬▬▬▬▬ ▬▬ ▬▬ ▬▬▬ ▬ ▬▬▬▬ ▬▬▬ ▬▬ ▬▬▬ ▬ ▬▬▬▬ ▬▬ ▬▬▬ ▬▬ ▬▬▬▬▬ ▬ ▬▬ ▬▬▬ ▬▬▬▬ ▬▬ ▬ ▬▬▬ ▬▬▬▬▬ ▬▬ ▬▬ ▬▬▬ ▬ ▬▬▬▬ ▬▬▬ ▬▬ ▬▬▬ ▬ ▬▬▬▬ ▬▬ ▬▬▬ ▬▬ ▬▬▬▬▬ ▬ ▬▬ ▬▬▬ ▬▬▬▬ ▬▬ ▬ ▬▬▬ ▬▬▬▬▬ ▬▬ ▬▬ ▬▬▬ ▬ ▬▬▬▬ ▬▬▬ ▬▬ ▬▬▬ ▬ ▬▬▬▬ ▬▬ ▬▬▬ ▬▬ ▬▬▬▬▬ ▬ ▬▬ ▬▬▬ ▬▬▬▬ ▬▬ ▬ ▬▬▬ ▬▬▬▬▬ ▬▬ ▬▬ ▬▬▬ ▬ ▬▬▬▬ ▬▬▬ ▬▬ ▬▬▬ ▬ ▬▬▬▬ ▬▬ ▬▬▬ ▬▬ ▬▬▬▬▬ ▬ ▬▬ ▬▬▬ ▬▬▬▬ ▬▬ ▬ ▬▬▬ ▬▬▬▬▬ ▬▬ ▬▬ ▬▬▬ ▬ ▬▬▬▬ ▬▬▬ ▬▬ ▬▬▬ ▬ ▬▬▬▬ ▬▬ ▬▬▬ ▬▬ ▬▬▬▬▬ ▬ ▬▬ ▬▬▬ ▬▬▬▬ ▬▬ ▬ ▬▬▬ ▬▬▬▬▬ ▬▬ ▬▬ ▬▬▬ ▬ ▬▬▬▬ ▬▬▬ ▬▬ ▬▬▬ ▬ ▬▬▬▬ — [148, 785, 276, 941]
section-heading: EXPECTED ARRIVALS. — [302, 771, 398, 780]
section-heading: Indolence's Movements. — [441, 995, 534, 1004]
text-block: ▬▬ ▬▬▬ ▬ ▬▬▬▬ ▬▬ ▬▬▬ ▬▬ ▬▬▬▬▬ ▬ ▬▬ ▬▬▬ ▬▬▬▬ ▬▬ ▬ ▬▬▬ ▬▬▬▬▬ ▬▬ ▬▬ ▬▬▬ ▬ ▬▬▬▬ ▬▬▬ ▬▬ ▬▬▬ ▬ ▬▬▬▬ ▬▬ ▬▬▬ ▬▬ ▬▬▬▬▬ ▬ ▬▬ ▬▬▬ ▬▬▬▬ ▬▬ ▬ — [424, 721, 551, 761]
text-block: ▬▬ ▬▬▬ ▬ ▬▬▬▬ ▬▬ ▬▬▬ ▬▬ ▬▬▬▬▬ ▬ ▬▬ ▬▬▬ ▬▬▬▬ ▬▬ ▬ ▬▬▬ ▬▬▬▬▬ ▬▬ ▬▬ ▬▬▬ ▬ ▬▬▬▬ ▬▬▬ ▬▬ ▬▬▬ ▬ ▬▬▬▬ ▬▬ ▬▬▬ ▬▬ ▬▬▬▬▬ ▬ ▬▬ ▬▬▬ ▬▬▬▬ ▬▬ ▬ ▬▬▬ ▬▬▬▬▬ ▬▬ ▬▬ ▬▬▬ ▬ ▬▬▬▬ ▬▬▬ ▬▬ ▬▬▬ ▬ ▬▬▬▬ ▬▬ ▬▬▬ ▬▬ ▬▬▬▬▬ ▬ ▬▬ ▬▬▬ ▬▬▬▬ ▬▬ ▬ ▬▬▬ ▬▬▬▬▬ ▬▬ ▬▬ ▬▬▬ ▬ ▬▬▬▬ ▬▬▬ ▬▬ ▬▬▬ ▬ ▬▬▬▬ ▬▬ ▬▬▬ ▬▬ ▬▬▬▬▬ ▬ ▬▬ ▬▬▬ ▬▬▬▬ ▬▬ ▬ ▬▬▬ ▬▬▬▬▬ ▬▬ ▬▬ ▬▬▬ ▬ ▬▬▬▬ ▬▬▬ ▬▬ ▬▬▬ ▬ ▬▬▬▬ ▬▬ — [11, 835, 138, 942]
text-block: ▬▬ ▬▬▬ ▬ ▬▬▬▬ ▬▬ ▬▬▬ ▬▬ ▬▬▬▬▬ ▬ ▬▬ ▬▬▬ ▬▬▬▬ ▬▬ ▬ ▬▬▬ ▬▬▬▬▬ ▬▬ ▬▬ ▬▬▬ ▬ ▬▬▬▬ ▬▬▬ ▬▬ ▬▬▬ ▬ ▬▬▬▬ ▬▬ ▬▬▬ ▬▬ ▬▬▬▬▬ ▬ ▬▬ ▬▬▬ ▬▬▬▬ ▬▬ ▬ ▬▬▬ ▬▬▬▬▬ ▬▬ ▬▬ ▬▬▬ ▬ ▬▬▬▬ ▬▬▬ ▬▬ ▬▬▬ ▬ ▬▬▬▬ ▬▬ ▬▬▬ ▬▬ ▬▬▬▬▬ ▬ ▬▬ ▬▬▬ ▬▬▬▬ ▬▬ ▬ ▬▬▬ ▬▬▬▬▬ ▬▬ ▬▬ ▬▬▬ ▬ ▬▬▬▬ ▬▬▬ ▬▬ ▬▬▬ ▬ ▬▬▬▬ ▬▬ ▬▬ — [837, 377, 965, 459]
section-heading: WESTPORT. — [462, 477, 513, 486]
column-1 — [6, 52, 144, 1582]
text-block: ▬▬ ▬▬▬ ▬ ▬▬▬▬ ▬▬ ▬▬▬ ▬▬ ▬▬▬▬▬ ▬ ▬▬ ▬▬▬ ▬▬▬▬ ▬▬ ▬ ▬▬▬ ▬▬▬▬▬ ▬▬ ▬▬ ▬▬▬ ▬ ▬▬▬▬ ▬▬▬ ▬▬ ▬▬▬ ▬ ▬▬▬▬ ▬▬ ▬▬▬ ▬▬ ▬▬▬▬▬ ▬ ▬▬ ▬▬▬ ▬▬▬▬ ▬▬ ▬ ▬▬▬ ▬▬▬▬▬ ▬▬ ▬▬ ▬▬▬ ▬ ▬▬▬▬ ▬▬▬ ▬▬ ▬▬▬ ▬ ▬▬▬▬ ▬▬ ▬▬▬ ▬▬ ▬▬▬▬▬ ▬ ▬▬ ▬▬▬ ▬▬▬▬ ▬▬ ▬ ▬▬▬ ▬▬▬▬▬ ▬▬ ▬▬ ▬▬▬ ▬ ▬▬▬▬ ▬▬▬ ▬▬ ▬▬▬ ▬ ▬▬▬▬ ▬▬ ▬▬ — [837, 770, 965, 852]
text-block: ▬▬ ▬▬▬ ▬ ▬▬▬▬ ▬▬ ▬▬▬ ▬▬ ▬▬▬▬▬ ▬ ▬▬ ▬▬▬ ▬▬▬▬ ▬▬ ▬ ▬▬▬ ▬▬▬▬▬ ▬▬ ▬▬ ▬▬▬ ▬ ▬▬▬▬ ▬▬▬ ▬▬ ▬▬▬ ▬ ▬▬▬▬ ▬▬ ▬▬▬ ▬▬ ▬▬▬▬▬ ▬ ▬▬ ▬▬▬ ▬▬▬▬ ▬▬ ▬ ▬▬▬ ▬▬▬▬▬ ▬▬ ▬▬ ▬▬▬ ▬ ▬▬▬▬ ▬▬▬ ▬▬ ▬▬▬ ▬ ▬▬▬▬ ▬▬ ▬▬▬ ▬▬ ▬▬▬▬▬ ▬ ▬▬ ▬▬▬ ▬▬▬▬ ▬▬ ▬ ▬▬▬ ▬▬▬▬▬ ▬▬ ▬▬ ▬▬▬ ▬ ▬▬▬▬ ▬▬▬ ▬▬ ▬▬▬ ▬ ▬▬▬▬ ▬▬ ▬▬ — [837, 1265, 965, 1347]
section-heading: TONIC ARRIVES HOME. — [436, 938, 539, 948]
section-heading: McCormick Defeats Clements. — [154, 259, 270, 268]
text-block: ▬▬ ▬▬▬ ▬ ▬▬▬▬ ▬▬ ▬▬▬ ▬▬ ▬▬▬▬▬ ▬ ▬▬ ▬▬▬ ▬▬▬▬ ▬▬ ▬ ▬▬▬ ▬▬▬▬▬ ▬▬ ▬▬ ▬▬▬ ▬ ▬▬▬▬ ▬▬▬ ▬▬ ▬▬▬ ▬ ▬▬▬▬ ▬▬ ▬▬▬ ▬▬ ▬▬▬▬▬ ▬ ▬▬ ▬▬▬ ▬▬▬▬ ▬▬ ▬ ▬▬▬ ▬▬▬▬▬ ▬▬ ▬▬ ▬▬▬ ▬ ▬▬▬▬ ▬▬▬ ▬▬ ▬▬▬ ▬ ▬▬▬▬ ▬▬ ▬▬▬ ▬▬ ▬▬▬▬▬ ▬ ▬▬ ▬▬▬ ▬▬▬▬ ▬▬ ▬ ▬▬▬ ▬▬▬▬▬ ▬▬ ▬▬ ▬▬▬ ▬ ▬▬▬▬ ▬▬▬ ▬▬ ▬▬▬ ▬ ▬▬▬▬ ▬▬ ▬▬▬ ▬▬ ▬▬▬▬▬ ▬ ▬▬ ▬▬▬ ▬▬▬▬ ▬▬ ▬ ▬▬▬ ▬▬▬▬▬ ▬▬ ▬▬ ▬▬▬ ▬ ▬▬▬▬ ▬▬▬ ▬▬ ▬▬▬ ▬ ▬▬▬▬ ▬▬ ▬▬▬ ▬▬ ▬▬▬▬▬ ▬ ▬▬ ▬▬▬ ▬▬▬▬ ▬▬ ▬ ▬▬▬ ▬▬▬▬▬ ▬▬ ▬▬ ▬▬▬ — [286, 923, 414, 1045]
text-block: ▬▬ ▬▬▬ ▬ ▬▬▬▬ ▬▬ ▬▬▬ ▬▬ ▬▬▬▬▬ ▬ ▬▬ ▬▬▬ ▬▬▬▬ ▬▬ ▬ ▬▬▬ ▬▬▬▬▬ ▬▬ ▬▬ ▬▬▬ ▬ ▬▬▬▬ ▬▬▬ ▬▬ ▬▬▬ ▬ ▬▬▬▬ ▬▬ ▬▬▬ ▬▬ ▬▬▬▬▬ ▬ ▬▬ ▬▬▬ ▬▬▬▬ ▬▬ ▬ — [424, 605, 551, 645]
section-heading: AMUSEMENTS. — [975, 58, 1103, 79]
text-block: ▬▬ ▬▬▬ ▬ ▬▬▬▬ ▬▬ ▬▬▬ ▬▬ ▬▬▬▬▬ ▬ ▬▬ ▬▬▬ ▬▬▬▬ ▬▬ ▬ ▬▬▬ ▬▬▬▬▬ ▬▬ ▬▬ ▬▬▬ ▬ ▬▬▬▬ ▬▬▬ ▬▬ ▬▬▬ ▬ ▬▬▬▬ ▬▬ ▬▬▬ ▬▬ ▬▬▬▬▬ ▬ ▬▬ ▬▬▬ ▬▬▬▬ ▬▬ ▬ — [424, 315, 551, 355]
text-block: ▬▬ ▬▬▬ ▬ ▬▬▬▬ ▬▬ ▬▬▬ ▬▬ ▬▬▬▬▬ ▬ ▬▬ ▬▬▬ ▬▬▬▬ ▬▬ ▬ ▬▬▬ ▬▬▬▬▬ ▬▬ ▬▬ ▬▬▬ ▬ ▬▬▬▬ ▬▬▬ ▬▬ ▬▬▬ ▬ ▬▬▬▬ ▬▬ ▬▬▬ ▬▬ ▬▬▬▬▬ ▬ ▬▬ ▬▬▬ ▬▬▬▬ ▬▬ ▬ — [424, 257, 551, 297]
column-2 — [144, 52, 282, 1582]
section-heading: ATHENIC FOR LONDON. — [435, 825, 540, 834]
text-block: ▬▬ ▬▬▬ ▬ ▬▬▬▬ ▬▬ ▬▬▬ ▬▬ ▬▬▬▬▬ ▬ ▬▬ ▬▬▬ ▬▬▬▬ ▬▬ ▬ ▬▬▬ ▬▬▬▬▬ ▬▬ ▬▬ ▬▬▬ ▬ ▬▬▬▬ ▬▬▬ ▬▬ ▬▬▬ ▬ ▬▬▬▬ ▬▬ ▬▬▬ ▬▬ ▬▬▬▬▬ ▬ ▬▬ ▬▬▬ ▬▬▬▬ ▬▬ ▬ ▬▬▬ ▬▬▬▬▬ ▬▬ ▬▬ ▬▬▬ ▬ ▬▬▬▬ ▬▬▬ ▬▬ ▬▬▬ ▬ ▬▬▬▬ ▬▬ ▬▬▬ ▬▬ ▬▬▬▬▬ ▬ ▬▬ ▬▬▬ ▬▬▬▬ ▬▬ ▬ ▬▬▬ ▬▬▬▬▬ ▬▬ ▬▬ ▬▬▬ ▬ ▬▬▬▬ ▬▬▬ ▬▬ ▬▬▬ ▬ ▬▬▬▬ ▬▬ ▬▬▬ ▬▬ ▬▬▬▬▬ ▬ ▬▬ ▬▬▬ ▬▬▬▬ ▬▬ ▬ ▬▬▬ ▬▬▬▬▬ ▬▬ ▬▬ ▬▬▬ ▬ — [699, 83, 827, 181]
text-block: ▬▬ ▬▬▬ ▬ ▬▬▬▬ ▬▬ ▬▬▬ ▬▬ ▬▬▬▬▬ ▬ ▬▬ ▬▬▬ ▬▬▬▬ ▬▬ ▬ ▬▬▬ ▬▬▬▬▬ ▬▬ ▬▬ ▬▬▬ ▬ ▬▬▬▬ ▬▬▬ ▬▬ ▬▬▬ ▬ ▬▬▬▬ ▬▬ ▬▬▬ ▬▬ ▬▬▬▬▬ ▬ ▬▬ ▬▬▬ ▬▬▬▬ ▬▬ ▬ — [424, 141, 551, 181]
section-heading: WHYTE'S HOTEL. — [725, 873, 801, 883]
text-block: ▬▬ ▬▬▬ ▬ ▬▬▬▬ ▬▬ ▬▬▬ ▬▬ ▬▬▬▬▬ ▬ ▬▬ ▬▬▬ ▬▬▬▬ ▬▬ ▬ ▬▬▬ ▬▬▬▬▬ ▬▬ ▬▬ ▬▬▬ ▬ ▬▬▬▬ ▬▬▬ ▬▬ ▬▬▬ ▬ ▬▬▬▬ ▬▬ ▬▬▬ ▬▬ ▬▬▬▬▬ ▬ ▬▬ ▬▬▬ ▬▬▬▬ ▬▬ ▬ ▬▬▬ ▬▬▬▬▬ ▬▬ ▬▬ ▬▬▬ ▬ ▬▬▬▬ ▬▬▬ ▬▬ ▬▬▬ ▬ ▬▬▬▬ ▬▬ ▬▬▬ ▬▬ ▬▬▬▬▬ ▬ ▬▬ ▬▬▬ ▬▬▬▬ ▬▬ ▬ ▬▬▬ ▬▬▬▬▬ ▬▬ ▬▬ ▬▬▬ ▬ ▬▬▬▬ ▬▬▬ ▬▬ ▬▬▬ ▬ ▬▬▬▬ ▬▬ ▬▬▬ ▬▬ ▬▬▬▬▬ ▬ ▬▬ ▬▬▬ ▬▬▬▬ ▬▬ ▬ ▬▬▬ ▬▬▬▬▬ ▬▬ ▬▬ ▬▬▬ ▬ ▬▬▬▬ ▬▬▬ ▬▬ ▬▬▬ ▬ ▬▬▬▬ ▬▬ — [11, 344, 138, 450]
text-block: ▬▬ ▬▬▬ ▬ ▬▬▬▬ ▬▬ ▬▬▬ ▬▬ ▬▬▬▬▬ ▬ ▬▬ ▬▬▬ ▬▬▬▬ ▬▬ ▬ ▬▬▬ ▬▬▬▬▬ ▬▬ ▬▬ ▬▬▬ ▬ ▬▬▬▬ ▬▬▬ ▬▬ ▬▬▬ ▬ ▬▬▬▬ ▬▬ ▬▬▬ ▬▬ ▬▬▬▬▬ ▬ ▬▬ ▬▬▬ ▬▬▬▬ ▬▬ ▬ ▬▬▬ ▬▬▬▬▬ ▬▬ ▬▬ ▬▬▬ ▬ ▬▬▬▬ ▬▬▬ ▬▬ ▬▬▬ ▬ ▬▬▬▬ ▬▬ ▬▬▬ ▬▬ ▬▬▬▬▬ ▬ ▬▬ ▬▬▬ ▬▬▬▬ ▬▬ ▬ ▬▬▬ ▬▬▬▬▬ ▬▬ ▬▬ ▬▬▬ ▬ ▬▬▬▬ ▬▬▬ ▬▬ ▬▬▬ ▬ ▬▬▬▬ ▬▬ ▬▬▬ ▬▬ ▬▬▬▬▬ ▬ ▬▬ ▬▬▬ ▬▬▬▬ ▬▬ ▬ ▬▬▬ ▬▬▬▬▬ ▬▬ ▬▬ ▬▬▬ ▬ — [699, 885, 827, 983]
section-heading: GOLFERS' "FORE." — [172, 1289, 253, 1299]
section-heading: TOWN HALL. — [872, 464, 929, 474]
text-block: ▬▬ ▬▬▬ ▬ ▬▬▬▬ ▬▬ ▬▬▬ ▬▬ ▬▬▬▬▬ ▬ ▬▬ ▬▬▬ ▬▬▬▬ ▬▬ ▬ ▬▬▬ ▬▬▬▬▬ ▬▬ ▬▬ ▬▬▬ ▬ ▬▬▬▬ ▬▬▬ ▬▬ ▬▬▬ ▬ ▬▬▬▬ ▬▬ ▬▬▬ ▬▬ ▬▬▬▬▬ ▬ ▬▬ ▬▬▬ ▬▬▬▬ ▬▬ ▬ ▬▬▬ ▬▬▬▬▬ ▬▬ ▬▬ ▬▬▬ ▬ ▬▬▬▬ ▬▬▬ ▬▬ ▬▬▬ ▬ ▬▬▬▬ ▬▬ ▬▬▬ ▬▬ ▬▬▬▬▬ ▬ ▬▬ ▬▬▬ ▬▬▬▬ ▬▬ ▬ ▬▬▬ ▬▬▬▬▬ ▬▬ ▬▬ ▬▬▬ ▬ ▬▬▬▬ ▬▬▬ ▬▬ ▬▬▬ ▬ ▬▬▬▬ ▬▬ ▬▬▬ ▬▬ ▬▬▬▬▬ ▬ ▬▬ ▬▬▬ ▬▬▬▬ ▬▬ ▬ ▬▬▬ ▬▬▬▬▬ ▬▬ ▬▬ ▬▬▬ ▬ ▬▬▬▬ ▬▬▬ ▬▬ ▬▬▬ ▬ ▬▬▬▬ ▬▬ — [11, 959, 138, 1065]
section-heading: WELLINGTON GOLF CLUB. — [843, 857, 959, 867]
column-3 — [282, 52, 420, 1582]
text-block: ▬▬ ▬▬▬ ▬ ▬▬▬▬ ▬▬ ▬▬▬ ▬▬ ▬▬▬▬▬ ▬ ▬▬ ▬▬▬ ▬▬▬▬ ▬▬ ▬ ▬▬▬ ▬▬▬▬▬ ▬▬ ▬▬ ▬▬▬ ▬ ▬▬▬▬ ▬▬▬ ▬▬ ▬▬▬ ▬ ▬▬▬▬ ▬▬ ▬▬▬ ▬▬ ▬▬▬▬▬ ▬ ▬▬ ▬▬▬ ▬▬▬▬ ▬▬ ▬ ▬▬▬ ▬▬▬▬▬ ▬▬ ▬▬ ▬▬▬ ▬ ▬▬▬▬ ▬▬▬ ▬▬ ▬▬▬ ▬ ▬▬▬▬ ▬▬ ▬▬▬ ▬▬ ▬▬▬▬▬ ▬ ▬▬ ▬▬▬ ▬▬▬▬ ▬▬ ▬ ▬▬▬ ▬▬▬▬▬ ▬▬ ▬▬ ▬▬▬ ▬ ▬▬▬▬ ▬▬▬ ▬▬ ▬▬▬ ▬ ▬▬▬▬ ▬▬ ▬▬▬ ▬▬ ▬▬▬▬▬ ▬ ▬▬ ▬▬▬ ▬▬▬▬ ▬▬ ▬ ▬▬▬ ▬▬▬▬▬ ▬▬ ▬▬ ▬▬▬ ▬ ▬▬▬▬ ▬▬▬ ▬▬ ▬▬▬ ▬ ▬▬▬▬ ▬▬ ▬▬▬ ▬▬ ▬▬▬▬▬ ▬ ▬▬ ▬▬▬ ▬▬▬▬ ▬▬ ▬ ▬▬▬ ▬▬▬▬▬ ▬▬ ▬▬ ▬▬▬ ▬ ▬▬▬▬ ▬▬▬ ▬▬ ▬▬▬ ▬ ▬▬▬▬ ▬▬ ▬▬▬ ▬▬ ▬▬▬▬▬ ▬ ▬▬ ▬▬▬ ▬▬▬▬ ▬▬ ▬ ▬▬▬ ▬▬▬▬▬ ▬▬ ▬▬ ▬▬▬ ▬ ▬▬▬▬ ▬▬▬ ▬▬ ▬▬▬ ▬ ▬▬▬▬ — [148, 270, 276, 425]
text-block: ▬▬ ▬▬▬ ▬ ▬▬▬▬ ▬▬ ▬▬▬ ▬▬ ▬▬▬▬▬ ▬ ▬▬ ▬▬▬ ▬▬▬▬ ▬▬ ▬ ▬▬▬ ▬▬▬▬▬ ▬▬ ▬▬ ▬▬▬ ▬ ▬▬▬▬ ▬▬▬ ▬▬ ▬▬▬ ▬ ▬▬▬▬ ▬▬ ▬▬▬ ▬▬ ▬▬▬▬▬ ▬ ▬▬ ▬▬▬ ▬▬▬▬ ▬▬ ▬ ▬▬▬ ▬▬▬▬▬ ▬▬ ▬▬ ▬▬▬ ▬ ▬▬▬▬ ▬▬▬ ▬▬ ▬▬▬ ▬ ▬▬▬▬ ▬▬ ▬▬▬ ▬▬ ▬▬▬▬▬ ▬ ▬▬ ▬▬▬ ▬▬▬▬ ▬▬ ▬ ▬▬▬ ▬▬▬▬▬ ▬▬ ▬▬ ▬▬▬ ▬ ▬▬▬▬ ▬▬▬ ▬▬ ▬▬▬ ▬ ▬▬▬▬ ▬▬ ▬▬ — [837, 83, 965, 164]
section-heading: Notice of Application for Transfer of License. — [992, 1276, 1087, 1293]
section-heading: Arahura Clears Westport. — [439, 1105, 536, 1114]
text-block: ▬▬ ▬▬▬ ▬ ▬▬▬▬ ▬▬ ▬▬▬ ▬▬ ▬▬▬▬▬ ▬ ▬▬ ▬▬▬ ▬▬▬▬ ▬▬ ▬ ▬▬▬ ▬▬▬▬▬ ▬▬ ▬▬ ▬▬▬ ▬ ▬▬▬▬ ▬▬▬ ▬▬ ▬▬▬ ▬ ▬▬▬▬ ▬▬ ▬▬▬ ▬▬ ▬▬▬▬▬ ▬ ▬▬ ▬▬▬ ▬▬▬▬ ▬▬ ▬ ▬▬▬ ▬▬▬▬▬ ▬▬ ▬▬ ▬▬▬ ▬ ▬▬▬▬ ▬▬▬ ▬▬ ▬▬▬ ▬ ▬▬▬▬ ▬▬ ▬▬▬ ▬▬ ▬▬▬▬▬ ▬ ▬▬ ▬▬▬ ▬▬▬▬ ▬▬ ▬ ▬▬▬ ▬▬▬▬▬ ▬▬ ▬▬ ▬▬▬ ▬ ▬▬▬▬ ▬▬▬ ▬▬ ▬▬▬ ▬ ▬▬▬▬ ▬▬ ▬▬▬ ▬▬ ▬▬▬▬▬ ▬ ▬▬ ▬▬▬ ▬▬▬▬ ▬▬ ▬ ▬▬▬ ▬▬▬▬▬ ▬▬ ▬▬ ▬▬▬ ▬ ▬▬▬▬ ▬▬▬ ▬▬ ▬▬▬ ▬ ▬▬▬▬ ▬▬ ▬▬▬ ▬▬ ▬▬▬▬▬ ▬ ▬▬ ▬▬▬ ▬▬▬▬ ▬▬ ▬ ▬▬▬ ▬▬▬▬▬ ▬▬ ▬▬ ▬▬▬ ▬ ▬▬▬▬ ▬▬▬ ▬▬ ▬▬▬ ▬ ▬▬▬▬ ▬▬ ▬▬▬ ▬▬ ▬▬▬▬▬ ▬ ▬▬ ▬▬▬ ▬▬▬▬ ▬▬ ▬ ▬▬▬ ▬▬▬▬▬ ▬▬ ▬▬ ▬▬▬ ▬ ▬▬▬▬ ▬▬▬ ▬▬ ▬▬▬ ▬ ▬▬▬▬ ▬▬ — [975, 428, 1103, 584]
section-heading: SPECIAL NOTICES. — [859, 563, 942, 573]
text-block: ▬▬ ▬▬▬ ▬ ▬▬▬▬ ▬▬ ▬▬▬ ▬▬ ▬▬▬▬▬ ▬ ▬▬ ▬▬▬ ▬▬▬▬ ▬▬ ▬ ▬▬▬ ▬▬▬▬▬ ▬▬ ▬▬ ▬▬▬ ▬ ▬▬▬▬ ▬▬▬ ▬▬ ▬▬▬ ▬ ▬▬▬▬ ▬▬ ▬▬▬ ▬▬ ▬▬▬▬▬ ▬ ▬▬ ▬▬▬ ▬▬▬▬ ▬▬ ▬ ▬▬▬ ▬▬▬▬▬ ▬▬ ▬▬ ▬▬▬ ▬ ▬▬▬▬ ▬▬▬ ▬▬ ▬▬▬ ▬ ▬▬▬▬ ▬▬ ▬▬▬ ▬▬ ▬▬▬▬▬ ▬ ▬▬ ▬▬▬ ▬▬▬▬ ▬▬ ▬ ▬▬▬ ▬▬▬▬▬ ▬▬ ▬▬ ▬▬▬ ▬ ▬▬▬▬ ▬▬▬ ▬▬ ▬▬▬ ▬ ▬▬▬▬ ▬▬ ▬▬▬ ▬▬ ▬▬▬▬▬ ▬ ▬▬ ▬▬▬ ▬▬▬▬ ▬▬ ▬ ▬▬▬ ▬▬▬▬▬ ▬▬ ▬▬ ▬▬▬ ▬ ▬▬▬▬ ▬▬▬ ▬▬ ▬▬▬ ▬ ▬▬▬▬ ▬▬ ▬▬▬ ▬▬ ▬▬▬▬▬ ▬ ▬▬ ▬▬▬ ▬▬▬▬ ▬▬ ▬ ▬▬▬ ▬▬▬▬▬ ▬▬ ▬▬ ▬▬▬ ▬ ▬▬▬▬ ▬▬▬ ▬▬ ▬▬▬ ▬ ▬▬▬▬ ▬▬ ▬▬▬ ▬▬ ▬▬▬▬▬ ▬ ▬▬ ▬▬▬ ▬▬▬▬ ▬▬ ▬ ▬▬▬ ▬▬▬▬▬ ▬▬ ▬▬ ▬▬▬ ▬ ▬▬▬▬ ▬▬▬ ▬▬ ▬▬▬ ▬ ▬▬▬▬ ▬▬ ▬▬▬ ▬▬ ▬▬▬▬▬ ▬ ▬▬ ▬▬▬ ▬▬▬▬ ▬▬ ▬ ▬▬▬ ▬▬▬▬▬ ▬▬ ▬▬ ▬▬▬ ▬ ▬▬▬▬ ▬▬▬ ▬▬ ▬▬▬ ▬ ▬▬▬▬ ▬▬ ▬▬▬ ▬▬ ▬▬▬▬▬ ▬ ▬▬ ▬▬▬ ▬▬▬▬ ▬▬ ▬ ▬▬▬ ▬▬▬▬▬ ▬▬ ▬▬ ▬▬▬ ▬ ▬▬▬▬ ▬▬▬ ▬▬ ▬▬▬ ▬ ▬▬▬▬ ▬▬ ▬▬▬ ▬▬ ▬▬▬▬▬ ▬ ▬▬ ▬▬▬ ▬▬▬▬ ▬▬ ▬ ▬▬▬ ▬▬▬▬▬ ▬▬ ▬▬ ▬▬▬ ▬ ▬▬▬▬ ▬▬▬ ▬▬ ▬▬▬ ▬ ▬▬▬▬ ▬▬ ▬▬▬ ▬▬ ▬▬▬▬▬ ▬ ▬▬ ▬▬▬ ▬▬▬▬ ▬▬ ▬ ▬▬▬ ▬▬▬▬▬ ▬▬ ▬▬ ▬▬▬ ▬ ▬▬▬▬ ▬▬▬ ▬▬ ▬▬▬ ▬ ▬▬▬▬ ▬▬ ▬▬▬ ▬▬ ▬▬▬▬▬ ▬ ▬▬ ▬▬▬ ▬▬▬▬ ▬▬ ▬ ▬▬▬ ▬▬▬▬▬ — [562, 1230, 689, 1501]
text-block: ▬▬ ▬▬▬ ▬ ▬▬▬▬ ▬▬ ▬▬▬ ▬▬ ▬▬▬▬▬ ▬ ▬▬ ▬▬▬ ▬▬▬▬ ▬▬ ▬ ▬▬▬ ▬▬▬▬▬ ▬▬ ▬▬ ▬▬▬ ▬ ▬▬▬▬ ▬▬▬ ▬▬ ▬▬▬ ▬ ▬▬▬▬ ▬▬ ▬▬▬ ▬▬ ▬▬▬▬▬ ▬ ▬▬ ▬▬▬ ▬▬▬▬ ▬▬ ▬ ▬▬▬ ▬▬▬▬▬ ▬▬ ▬▬ ▬▬▬ ▬ ▬▬▬▬ ▬▬▬ ▬▬ ▬▬▬ ▬ ▬▬▬▬ ▬▬ ▬▬▬ ▬▬ ▬▬▬▬▬ ▬ ▬▬ ▬▬▬ ▬▬▬▬ ▬▬ ▬ ▬▬▬ ▬▬▬▬▬ ▬▬ ▬▬ ▬▬▬ ▬ ▬▬▬▬ ▬▬▬ ▬▬ ▬▬▬ ▬ ▬▬▬▬ ▬▬ ▬▬▬ ▬▬ ▬▬▬▬▬ ▬ ▬▬ ▬▬▬ ▬▬▬▬ ▬▬ ▬ ▬▬▬ ▬▬▬▬▬ ▬▬ ▬▬ ▬▬▬ ▬ ▬▬▬▬ ▬▬▬ ▬▬ ▬▬▬ ▬ ▬▬▬▬ ▬▬ — [11, 1083, 138, 1189]
text-block: ▬▬ ▬▬▬ ▬ ▬▬▬▬ ▬▬ ▬▬▬ ▬▬ ▬▬▬▬▬ ▬ ▬▬ ▬▬▬ ▬▬▬▬ ▬▬ ▬ ▬▬▬ ▬▬▬▬▬ ▬▬ ▬▬ ▬▬▬ ▬ ▬▬▬▬ ▬▬▬ ▬▬ ▬▬▬ ▬ ▬▬▬▬ ▬▬ ▬▬▬ ▬▬ ▬▬▬▬▬ ▬ ▬▬ ▬▬▬ ▬▬▬▬ ▬▬ ▬ ▬▬▬ ▬▬▬▬▬ ▬▬ ▬▬ ▬▬▬ ▬ ▬▬▬▬ ▬▬▬ ▬▬ ▬▬▬ ▬ ▬▬▬▬ ▬▬ ▬▬▬ ▬▬ ▬▬▬▬▬ ▬ ▬▬ ▬▬▬ ▬▬▬▬ ▬▬ ▬ ▬▬▬ ▬▬▬▬▬ ▬▬ ▬▬ ▬▬▬ ▬ ▬▬▬▬ ▬▬▬ ▬▬ ▬▬▬ ▬ ▬▬▬▬ ▬▬ ▬▬▬ ▬▬ ▬▬▬▬▬ ▬ ▬▬ ▬▬▬ ▬▬▬▬ ▬▬ ▬ ▬▬▬ ▬▬▬▬▬ ▬▬ ▬▬ ▬▬▬ ▬ ▬▬▬▬ ▬▬▬ ▬▬ ▬▬▬ ▬ ▬▬▬▬ ▬▬ — [11, 712, 138, 818]
text-block: ▬▬ ▬▬▬ ▬ ▬▬▬▬ ▬▬ ▬▬▬ ▬▬ ▬▬▬▬▬ ▬ ▬▬ ▬▬▬ ▬▬▬▬ ▬▬ ▬ ▬▬▬ ▬▬▬▬▬ ▬▬ ▬▬ ▬▬▬ ▬ ▬▬▬▬ ▬▬▬ ▬▬ ▬▬▬ ▬ ▬▬▬▬ ▬▬ ▬▬▬ ▬▬ ▬▬▬▬▬ ▬ ▬▬ ▬▬▬ ▬▬▬▬ ▬▬ ▬ — [424, 83, 551, 123]
text-block: ▬▬ ▬▬▬ ▬ ▬▬▬▬ ▬▬ ▬▬▬ ▬▬ ▬▬▬▬▬ ▬ ▬▬ ▬▬▬ ▬▬▬▬ ▬▬ ▬ ▬▬▬ ▬▬▬▬▬ ▬▬ ▬▬ ▬▬▬ ▬ ▬▬▬▬ ▬▬▬ ▬▬ ▬▬▬ ▬ ▬▬▬▬ ▬▬ ▬▬▬ ▬▬ ▬▬▬▬▬ ▬ ▬▬ ▬▬▬ ▬▬▬▬ ▬▬ ▬ ▬▬▬ ▬▬▬▬▬ ▬▬ ▬▬ ▬▬▬ ▬ ▬▬▬▬ ▬▬▬ ▬▬ ▬▬▬ ▬ ▬▬▬▬ ▬▬ ▬▬▬ ▬▬ ▬▬▬▬▬ ▬ ▬▬ ▬▬▬ ▬▬▬▬ ▬▬ ▬ ▬▬▬ ▬▬▬▬▬ ▬▬ ▬▬ ▬▬▬ ▬ ▬▬▬▬ ▬▬▬ ▬▬ ▬▬▬ ▬ ▬▬▬▬ ▬▬ ▬▬▬ ▬▬ ▬▬▬▬▬ ▬ ▬▬ ▬▬▬ ▬▬▬▬ ▬▬ ▬ ▬▬▬ ▬▬▬▬▬ ▬▬ ▬▬ ▬▬▬ ▬ — [699, 1233, 827, 1332]
section-heading: STRING BAND. — [1006, 932, 1072, 942]
text-block: ▬▬ ▬▬▬ ▬ ▬▬▬▬ ▬▬ ▬▬▬ ▬▬ ▬▬▬▬▬ ▬ ▬▬ ▬▬▬ ▬▬▬▬ ▬▬ ▬ ▬▬▬ ▬▬▬▬▬ ▬▬ ▬▬ ▬▬▬ ▬ ▬▬▬▬ ▬▬▬ ▬▬ ▬▬▬ ▬ ▬▬▬▬ ▬▬ ▬▬▬ ▬▬ ▬▬▬▬▬ ▬ ▬▬ ▬▬▬ ▬▬▬▬ ▬▬ ▬ — [424, 1005, 551, 1046]
text-block: ▬▬ ▬▬▬ ▬ ▬▬▬▬ ▬▬ ▬▬▬ ▬▬ ▬▬▬▬▬ ▬ ▬▬ ▬▬▬ ▬▬▬▬ ▬▬ ▬ ▬▬▬ ▬▬▬▬▬ ▬▬ ▬▬ ▬▬▬ ▬ ▬▬▬▬ ▬▬▬ ▬▬ ▬▬▬ ▬ ▬▬▬▬ ▬▬ ▬▬▬ ▬▬ ▬▬▬▬▬ ▬ ▬▬ ▬▬▬ ▬▬▬▬ ▬▬ ▬ ▬▬▬ ▬▬▬▬▬ ▬▬ ▬▬ ▬▬▬ ▬ ▬▬▬▬ ▬▬▬ ▬▬ ▬▬▬ ▬ ▬▬▬▬ ▬▬ ▬▬▬ ▬▬ ▬▬▬▬▬ ▬ ▬▬ ▬▬▬ ▬▬▬▬ ▬▬ ▬ ▬▬▬ ▬▬▬▬▬ ▬▬ ▬▬ ▬▬▬ ▬ ▬▬▬▬ ▬▬▬ ▬▬ ▬▬▬ ▬ ▬▬▬▬ ▬▬ ▬▬▬ ▬▬ ▬▬▬▬▬ ▬ ▬▬ ▬▬▬ ▬▬▬▬ ▬▬ ▬ ▬▬▬ ▬▬▬▬▬ ▬▬ ▬▬ ▬▬▬ ▬ — [699, 769, 827, 867]
text-block: ▬▬ ▬▬▬ ▬ ▬▬▬▬ ▬▬ ▬▬▬ ▬▬ ▬▬▬▬▬ ▬ ▬▬ ▬▬▬ ▬▬▬▬ ▬▬ ▬ ▬▬▬ ▬▬▬▬▬ ▬▬ ▬▬ ▬▬▬ ▬ ▬▬▬▬ ▬▬▬ ▬▬ ▬▬▬ ▬ ▬▬▬▬ ▬▬ ▬▬▬ ▬▬ ▬▬▬▬▬ ▬ ▬▬ ▬▬▬ ▬▬▬▬ ▬▬ ▬ ▬▬▬ ▬▬▬▬▬ ▬▬ ▬▬ ▬▬▬ ▬ ▬▬▬▬ ▬▬▬ ▬▬ ▬▬▬ ▬ ▬▬▬▬ ▬▬ ▬▬▬ ▬▬ ▬▬▬▬▬ ▬ ▬▬ ▬▬▬ ▬▬▬▬ ▬▬ ▬ ▬▬▬ ▬▬▬▬▬ ▬▬ ▬▬ ▬▬▬ ▬ ▬▬▬▬ ▬▬▬ ▬▬ ▬▬▬ ▬ ▬▬▬▬ ▬▬ ▬▬▬ ▬▬ ▬▬▬▬▬ ▬ ▬▬ ▬▬▬ ▬▬▬▬ ▬▬ ▬ ▬▬▬ ▬▬▬▬▬ ▬▬ ▬▬ ▬▬▬ ▬ ▬▬▬▬ ▬▬▬ ▬▬ ▬▬▬ ▬ ▬▬▬▬ ▬▬ ▬▬▬ ▬▬ ▬▬▬▬▬ ▬ ▬▬ ▬▬▬ ▬▬▬▬ ▬▬ ▬ ▬▬▬ ▬▬▬▬▬ ▬▬ ▬▬ ▬▬▬ ▬ ▬▬▬▬ ▬▬▬ ▬▬ ▬▬▬ ▬ ▬▬▬▬ ▬▬ ▬▬▬ ▬▬ ▬▬▬▬▬ ▬ ▬▬ ▬▬▬ ▬▬▬▬ ▬▬ ▬ ▬▬▬ ▬▬▬▬▬ ▬▬ ▬▬ ▬▬▬ ▬ ▬▬▬▬ ▬▬▬ ▬▬ ▬▬▬ ▬ ▬▬▬▬ — [148, 1301, 276, 1456]
section-heading: AMUSEMENTS. — [838, 58, 965, 79]
text-block: ▬▬ ▬▬▬ ▬ ▬▬▬▬ ▬▬ ▬▬▬ ▬▬ ▬▬▬▬▬ ▬ ▬▬ ▬▬▬ ▬▬▬▬ ▬▬ ▬ ▬▬▬ ▬▬▬▬▬ ▬▬ ▬▬ ▬▬▬ ▬ ▬▬▬▬ ▬▬▬ ▬▬ ▬▬▬ ▬ ▬▬▬▬ ▬▬ ▬▬▬ ▬▬ ▬▬▬▬▬ ▬ ▬▬ ▬▬▬ ▬▬▬▬ ▬▬ ▬ ▬▬▬ ▬▬▬▬▬ ▬▬ ▬▬ ▬▬▬ ▬ ▬▬▬▬ ▬▬▬ ▬▬ ▬▬▬ ▬ ▬▬▬▬ ▬▬ ▬▬▬ ▬▬ ▬▬▬▬▬ ▬ ▬▬ ▬▬▬ ▬▬▬▬ ▬▬ ▬ ▬▬▬ ▬▬▬▬▬ ▬▬ ▬▬ ▬▬▬ ▬ ▬▬▬▬ ▬▬▬ ▬▬ ▬▬▬ ▬ ▬▬▬▬ ▬▬ ▬▬▬ ▬▬ ▬▬▬▬▬ ▬ ▬▬ ▬▬▬ ▬▬▬▬ ▬▬ ▬ ▬▬▬ ▬▬▬▬▬ ▬▬ ▬▬ ▬▬▬ ▬ — [699, 426, 827, 524]
section-heading: MAIL NOTICES. — [562, 58, 689, 79]
section-heading: COASTAL. — [466, 187, 509, 196]
text-block: ▬▬ ▬▬▬ ▬ ▬▬▬▬ ▬▬ ▬▬▬ ▬▬ ▬▬▬▬▬ ▬ ▬▬ ▬▬▬ ▬▬▬▬ ▬▬ ▬ ▬▬▬ ▬▬▬▬▬ ▬▬ ▬▬ ▬▬▬ ▬ ▬▬▬▬ ▬▬▬ ▬▬ ▬▬▬ ▬ ▬▬▬▬ ▬▬ ▬▬▬ ▬▬ ▬▬▬▬▬ ▬ ▬▬ ▬▬▬ ▬▬▬▬ ▬▬ ▬ — [424, 1060, 551, 1101]
section-heading: BY APPOINTMENT. — [859, 1148, 942, 1158]
section-heading: Wireless Kidney Messages. — [573, 932, 677, 941]
section-heading: W.C.T.U. — [883, 758, 918, 768]
text-block: ▬▬ ▬▬▬ ▬ ▬▬▬▬ ▬▬ ▬▬▬ ▬▬ ▬▬▬▬▬ ▬ ▬▬ ▬▬▬ ▬▬▬▬ ▬▬ ▬ ▬▬▬ ▬▬▬▬▬ ▬▬ ▬▬ ▬▬▬ ▬ ▬▬▬▬ ▬▬▬ ▬▬ ▬▬▬ ▬ ▬▬▬▬ ▬▬ ▬▬▬ ▬▬ ▬▬▬▬▬ ▬ ▬▬ ▬▬▬ ▬▬▬▬ ▬▬ ▬ — [424, 779, 551, 819]
text-block: ▬▬ ▬▬▬ ▬ ▬▬▬▬ ▬▬ ▬▬▬ ▬▬ ▬▬▬▬▬ ▬ ▬▬ ▬▬▬ ▬▬▬▬ ▬▬ ▬ ▬▬▬ ▬▬▬▬▬ ▬▬ ▬▬ ▬▬▬ ▬ ▬▬▬▬ ▬▬▬ ▬▬ ▬▬▬ ▬ ▬▬▬▬ ▬▬ ▬▬▬ ▬▬ ▬▬▬▬▬ ▬ ▬▬ ▬▬▬ ▬▬▬▬ ▬▬ ▬ — [424, 547, 551, 587]
section-heading: PORT CHALMERS. — [448, 651, 527, 660]
section-heading: Trip to Auckland Revived. — [25, 334, 124, 343]
text-block: ▬▬ ▬▬▬ ▬ ▬▬▬▬ ▬▬ ▬▬▬ ▬▬ ▬▬▬▬▬ ▬ ▬▬ ▬▬▬ ▬▬▬▬ ▬▬ ▬ ▬▬▬ ▬▬▬▬▬ ▬▬ ▬▬ ▬▬▬ ▬ ▬▬▬▬ ▬▬▬ ▬▬ ▬▬▬ ▬ ▬▬▬▬ ▬▬ ▬▬▬ ▬▬ ▬▬▬▬▬ ▬ ▬▬ ▬▬▬ ▬▬▬▬ ▬▬ ▬ — [424, 373, 551, 413]
section-heading: GRAND HOTEL, LEVIN. — [713, 1101, 813, 1111]
section-heading: WANGANUI. — [461, 303, 514, 312]
section-heading: BY TELEGRAPH. — [424, 58, 551, 79]
page-number: 7 — [1080, 13, 1092, 32]
text-block: ▬▬ ▬▬▬ ▬ ▬▬▬▬ ▬▬ ▬▬▬ ▬▬ ▬▬▬▬▬ ▬ ▬▬ ▬▬▬ ▬▬▬▬ ▬▬ ▬ ▬▬▬ ▬▬▬▬▬ ▬▬ ▬▬ ▬▬▬ ▬ ▬▬▬▬ ▬▬▬ ▬▬ ▬▬▬ ▬ ▬▬▬▬ ▬▬ ▬▬▬ ▬▬ ▬▬▬▬▬ ▬ ▬▬ ▬▬▬ ▬▬▬▬ ▬▬ ▬ — [424, 1115, 551, 1156]
section-heading: THE EMPIRE HOTEL. — [717, 757, 809, 767]
text-block: ▬▬ ▬▬▬ ▬ ▬▬▬▬ ▬▬ ▬▬▬ ▬▬ ▬▬▬▬▬ ▬ ▬▬ ▬▬▬ ▬▬▬▬ ▬▬ ▬ ▬▬▬ ▬▬▬▬▬ ▬▬ ▬▬ ▬▬▬ ▬ ▬▬▬▬ ▬▬▬ ▬▬ ▬▬▬ ▬ ▬▬▬▬ ▬▬ ▬▬▬ ▬▬ ▬▬▬▬▬ ▬ ▬▬ ▬▬▬ ▬▬▬▬ ▬▬ ▬ ▬▬▬ ▬▬▬▬▬ ▬▬ ▬▬ ▬▬▬ ▬ ▬▬▬▬ ▬▬▬ ▬▬ ▬▬▬ ▬ ▬▬▬▬ ▬▬ ▬▬▬ ▬▬ ▬▬▬▬▬ ▬ ▬▬ ▬▬▬ ▬▬▬▬ ▬▬ ▬ ▬▬▬ ▬▬▬▬▬ ▬▬ ▬▬ ▬▬▬ ▬ ▬▬▬▬ ▬▬▬ ▬▬ ▬▬▬ ▬ ▬▬▬▬ ▬▬ ▬▬ — [837, 1061, 965, 1143]
text-block: ▬▬ ▬▬▬ ▬ ▬▬▬▬ ▬▬ ▬▬▬ ▬▬ ▬▬▬▬▬ ▬ ▬▬ ▬▬▬ ▬▬▬▬ ▬▬ ▬ ▬▬▬ ▬▬▬▬▬ ▬▬ ▬▬ ▬▬▬ ▬ ▬▬▬▬ ▬▬▬ ▬▬ ▬▬▬ ▬ ▬▬▬▬ ▬▬ ▬▬▬ ▬▬ ▬▬▬▬▬ ▬ ▬▬ ▬▬▬ ▬▬▬▬ ▬▬ ▬ ▬▬▬ ▬▬▬▬▬ ▬▬ ▬▬ ▬▬▬ ▬ ▬▬▬▬ ▬▬▬ ▬▬ ▬▬▬ ▬ ▬▬▬▬ ▬▬ ▬▬▬ ▬▬ ▬▬▬▬▬ ▬ ▬▬ ▬▬▬ ▬▬▬▬ ▬▬ ▬ ▬▬▬ ▬▬▬▬▬ ▬▬ ▬▬ ▬▬▬ ▬ ▬▬▬▬ ▬▬▬ ▬▬ ▬▬▬ ▬ ▬▬▬▬ ▬▬ ▬▬▬ ▬▬ ▬▬▬▬▬ ▬ ▬▬ ▬▬▬ ▬▬▬▬ ▬▬ ▬ ▬▬▬ ▬▬▬▬▬ ▬▬ ▬▬ ▬▬▬ ▬ — [699, 997, 827, 1095]
text-block: ▬▬ ▬▬▬ ▬ ▬▬▬▬ ▬▬ ▬▬▬ ▬▬ ▬▬▬▬▬ ▬ ▬▬ ▬▬▬ ▬▬▬▬ ▬▬ ▬ ▬▬▬ ▬▬▬▬▬ ▬▬ ▬▬ ▬▬▬ ▬ ▬▬▬▬ ▬▬▬ ▬▬ ▬▬▬ ▬ ▬▬▬▬ ▬▬ ▬▬▬ ▬▬ ▬▬▬▬▬ ▬ ▬▬ ▬▬▬ ▬▬▬▬ ▬▬ ▬ ▬▬▬ ▬▬▬▬▬ ▬▬ ▬▬ ▬▬▬ ▬ ▬▬▬▬ ▬▬▬ ▬▬ ▬▬▬ ▬ ▬▬▬▬ ▬▬ ▬▬▬ ▬▬ ▬▬▬▬▬ ▬ ▬▬ ▬▬▬ ▬▬▬▬ ▬▬ ▬ ▬▬▬ ▬▬▬▬▬ ▬▬ ▬▬ ▬▬▬ ▬ ▬▬▬▬ ▬▬▬ ▬▬ ▬▬▬ ▬ ▬▬▬▬ ▬▬ ▬▬ — [837, 476, 965, 558]
section-heading: HIGH WATER. — [319, 351, 380, 360]
text-block: ▬▬ ▬▬▬ ▬ ▬▬▬▬ ▬▬ ▬▬▬ ▬▬ ▬▬▬▬▬ ▬ ▬▬ ▬▬▬ ▬▬▬▬ ▬▬ ▬ ▬▬▬ ▬▬▬▬▬ ▬▬ ▬▬ ▬▬▬ ▬ ▬▬▬▬ ▬▬▬ ▬▬ ▬▬▬ ▬ ▬▬▬▬ ▬▬ ▬▬▬ ▬▬ ▬▬▬▬▬ ▬ ▬▬ ▬▬▬ ▬▬▬▬ ▬▬ ▬ ▬▬▬ ▬▬▬▬▬ ▬▬ ▬▬ ▬▬▬ ▬ ▬▬▬▬ ▬▬▬ ▬▬ ▬▬▬ ▬ ▬▬▬▬ ▬▬ ▬▬▬ ▬▬ ▬▬▬▬▬ ▬ ▬▬ ▬▬▬ ▬▬▬▬ ▬▬ ▬ ▬▬▬ ▬▬▬▬▬ ▬▬ ▬▬ ▬▬▬ ▬ ▬▬▬▬ ▬▬▬ ▬▬ ▬▬▬ ▬ ▬▬▬▬ ▬▬ ▬▬▬ ▬▬ ▬▬▬▬▬ ▬ ▬▬ ▬▬▬ ▬▬▬▬ ▬▬ ▬ ▬▬▬ ▬▬▬▬▬ ▬▬ ▬▬ ▬▬▬ ▬ ▬▬▬▬ ▬▬▬ ▬▬ ▬▬▬ ▬ ▬▬▬▬ ▬▬ ▬▬▬ ▬▬ ▬▬▬▬▬ ▬ ▬▬ ▬▬▬ ▬▬▬▬ ▬▬ ▬ ▬▬▬ ▬▬▬▬▬ ▬▬ ▬▬ ▬▬▬ ▬ ▬▬▬▬ ▬▬▬ ▬▬ ▬▬▬ ▬ ▬▬▬▬ ▬▬ ▬▬▬ ▬▬ ▬▬▬▬▬ ▬ ▬▬ ▬▬▬ ▬▬▬▬ ▬▬ ▬ ▬▬▬ ▬▬▬▬▬ ▬▬ ▬▬ ▬▬▬ ▬ ▬▬▬▬ ▬▬▬ ▬▬ ▬▬▬ ▬ ▬▬▬▬ ▬▬ — [975, 1295, 1103, 1450]
section-heading: BLUFF. — [472, 709, 503, 718]
section-heading: OPERA HOUSE. — [729, 298, 797, 308]
section-heading: Amateurs and Professionals. — [157, 429, 267, 438]
text-block: ▬▬ ▬▬▬ ▬ ▬▬▬▬ ▬▬ ▬▬▬ ▬▬ ▬▬▬▬▬ ▬ ▬▬ ▬▬▬ ▬▬▬▬ ▬▬ ▬ ▬▬▬ ▬▬▬▬▬ ▬▬ ▬▬ ▬▬▬ ▬ ▬▬▬▬ ▬▬▬ ▬▬ ▬▬▬ ▬ ▬▬▬▬ ▬▬ ▬▬▬ ▬▬ ▬▬▬▬▬ ▬ ▬▬ ▬▬▬ ▬▬▬▬ ▬▬ ▬ ▬▬▬ ▬▬▬▬▬ ▬▬ ▬▬ ▬▬▬ ▬ ▬▬▬▬ ▬▬▬ ▬▬ ▬▬▬ ▬ ▬▬▬▬ ▬▬ ▬▬▬ ▬▬ ▬▬▬▬▬ ▬ ▬▬ ▬▬▬ ▬▬▬▬ ▬▬ ▬ ▬▬▬ ▬▬▬▬▬ ▬▬ ▬▬ ▬▬▬ ▬ ▬▬▬▬ ▬▬▬ ▬▬ ▬▬▬ ▬ ▬▬▬▬ ▬▬ ▬▬▬ ▬▬ ▬▬▬▬▬ ▬ ▬▬ ▬▬▬ ▬▬▬▬ ▬▬ ▬ ▬▬▬ ▬▬▬▬▬ ▬▬ ▬▬ ▬▬▬ ▬ ▬▬▬▬ ▬▬▬ ▬▬ ▬▬▬ ▬ ▬▬▬▬ ▬▬ — [11, 467, 138, 574]
text-block: ▬▬ ▬▬▬ ▬ ▬▬▬▬ ▬▬ ▬▬▬ ▬▬ ▬▬▬▬▬ ▬ ▬▬ ▬▬▬ ▬▬▬▬ ▬▬ ▬ ▬▬▬ ▬▬▬▬▬ ▬▬ ▬▬ ▬▬▬ ▬ ▬▬▬▬ ▬▬▬ ▬▬ ▬▬▬ ▬ ▬▬▬▬ ▬▬ ▬▬▬ ▬▬ ▬▬▬▬▬ ▬ ▬▬ ▬▬▬ ▬▬▬▬ ▬▬ ▬ — [424, 199, 551, 239]
section-heading: A Perfect Mandoline for 50s. — [984, 761, 1094, 770]
text-block: ▬▬ ▬▬▬ ▬ ▬▬▬▬ ▬▬ ▬▬▬ ▬▬ ▬▬▬▬▬ ▬ ▬▬ ▬▬▬ ▬▬▬▬ ▬▬ ▬ ▬▬▬ ▬▬▬▬▬ ▬▬ ▬▬ ▬▬▬ ▬ ▬▬▬▬ ▬▬▬ ▬▬ ▬▬▬ ▬ ▬▬▬▬ ▬▬ ▬▬▬ ▬▬ ▬▬▬▬▬ ▬ ▬▬ ▬▬▬ ▬▬▬▬ ▬▬ ▬ ▬▬▬ ▬▬▬▬▬ ▬▬ ▬▬ ▬▬▬ ▬ ▬▬▬▬ ▬▬▬ ▬▬ ▬▬▬ ▬ ▬▬▬▬ ▬▬ ▬▬▬ ▬▬ ▬▬▬▬▬ ▬ ▬▬ ▬▬▬ ▬▬▬▬ ▬▬ ▬ ▬▬▬ ▬▬▬▬▬ ▬▬ ▬▬ ▬▬▬ ▬ ▬▬▬▬ ▬▬▬ ▬▬ ▬▬▬ ▬ ▬▬▬▬ ▬▬ ▬▬▬ ▬▬ ▬▬▬▬▬ ▬ ▬▬ ▬▬▬ ▬▬▬▬ ▬▬ ▬ ▬▬▬ ▬▬▬▬▬ ▬▬ ▬▬ ▬▬▬ ▬ ▬▬▬▬ ▬▬▬ ▬▬ ▬▬▬ ▬ ▬▬▬▬ ▬▬ ▬▬▬ ▬▬ ▬▬▬▬▬ ▬ ▬▬ ▬▬▬ ▬▬▬▬ ▬▬ ▬ ▬▬▬ ▬▬▬▬▬ ▬▬ ▬▬ ▬▬▬ ▬ ▬▬▬▬ ▬▬▬ ▬▬ ▬▬▬ ▬ ▬▬▬▬ ▬▬ ▬▬▬ ▬▬ ▬▬▬▬▬ ▬ ▬▬ ▬▬▬ ▬▬▬▬ ▬▬ ▬ ▬▬▬ ▬▬▬▬▬ ▬▬ ▬▬ ▬▬▬ ▬ ▬▬▬▬ ▬▬▬ ▬▬ ▬▬▬ ▬ ▬▬▬▬ ▬▬ — [975, 771, 1103, 927]
text-block: ▬▬ ▬▬▬ ▬ ▬▬▬▬ ▬▬ ▬▬▬ ▬▬ ▬▬▬▬▬ ▬ ▬▬ ▬▬▬ ▬▬▬▬ ▬▬ ▬ ▬▬▬ ▬▬▬▬▬ ▬▬ ▬▬ ▬▬▬ ▬ ▬▬▬▬ ▬▬▬ ▬▬ ▬▬▬ ▬ ▬▬▬▬ ▬▬ ▬▬▬ ▬▬ ▬▬▬▬▬ ▬ ▬▬ ▬▬▬ ▬▬▬▬ ▬▬ ▬ ▬▬▬ ▬▬▬▬▬ ▬▬ ▬▬ ▬▬▬ ▬ ▬▬▬▬ ▬▬▬ ▬▬ ▬▬▬ ▬ ▬▬▬▬ ▬▬ ▬▬▬ ▬▬ ▬▬▬▬▬ ▬ ▬▬ ▬▬▬ ▬▬▬▬ ▬▬ ▬ ▬▬▬ ▬▬▬▬▬ ▬▬ ▬▬ ▬▬▬ ▬ ▬▬▬▬ ▬▬▬ ▬▬ ▬▬▬ ▬ ▬▬▬▬ ▬▬ ▬▬▬ ▬▬ ▬▬▬▬▬ ▬ ▬▬ ▬▬▬ ▬▬▬▬ ▬▬ ▬ ▬▬▬ ▬▬▬▬▬ ▬▬ ▬▬ ▬▬▬ ▬ ▬▬▬▬ ▬▬▬ ▬▬ ▬▬▬ ▬ ▬▬▬▬ ▬▬ ▬▬▬ ▬▬ ▬▬▬▬▬ ▬ ▬▬ ▬▬▬ ▬▬▬▬ ▬▬ ▬ ▬▬▬ ▬▬▬▬▬ ▬▬ ▬▬ ▬▬▬ — [286, 1200, 414, 1323]
text-block: ▬▬ ▬▬▬ ▬ ▬▬▬▬ ▬▬ ▬▬▬ ▬▬ ▬▬▬▬▬ ▬ ▬▬ ▬▬▬ ▬▬▬▬ ▬▬ ▬ ▬▬▬ ▬▬▬▬▬ ▬▬ ▬▬ ▬▬▬ ▬ ▬▬▬▬ ▬▬▬ ▬▬ ▬▬▬ ▬ ▬▬▬▬ ▬▬ ▬▬▬ ▬▬ ▬▬▬▬▬ ▬ ▬▬ ▬▬▬ ▬▬▬▬ ▬▬ ▬ ▬▬▬ ▬▬▬▬▬ ▬▬ ▬▬ ▬▬▬ ▬ ▬▬▬▬ ▬▬▬ ▬▬ ▬▬▬ ▬ ▬▬▬▬ ▬▬ ▬▬▬ ▬▬ ▬▬▬▬▬ ▬ ▬▬ ▬▬▬ ▬▬▬▬ ▬▬ ▬ ▬▬▬ ▬▬▬▬▬ ▬▬ ▬▬ ▬▬▬ ▬ ▬▬▬▬ ▬▬▬ ▬▬ ▬▬▬ ▬ ▬▬▬▬ ▬▬ ▬▬▬ ▬▬ ▬▬▬▬▬ ▬ ▬▬ ▬▬▬ ▬▬▬▬ ▬▬ ▬ ▬▬▬ ▬▬▬▬▬ ▬▬ ▬▬ ▬▬▬ ▬ ▬▬▬▬ ▬▬▬ ▬▬ ▬▬▬ ▬ ▬▬▬▬ ▬▬ ▬▬▬ ▬▬ ▬▬▬▬▬ ▬ ▬▬ ▬▬▬ ▬▬▬▬ ▬▬ ▬ ▬▬▬ ▬▬▬▬▬ ▬▬ ▬▬ ▬▬▬ ▬ ▬▬▬▬ ▬▬▬ ▬▬ ▬▬▬ ▬ ▬▬▬▬ ▬▬ ▬▬▬ ▬▬ ▬▬▬▬▬ ▬ ▬▬ ▬▬▬ ▬▬▬▬ ▬▬ ▬ ▬▬▬ ▬▬▬▬▬ ▬▬ ▬▬ ▬▬▬ ▬ ▬▬▬▬ ▬▬▬ ▬▬ ▬▬▬ ▬ ▬▬▬▬ — [148, 958, 276, 1114]
text-block: ▬▬ ▬▬▬ ▬ ▬▬▬▬ ▬▬ ▬▬▬ ▬▬ ▬▬▬▬▬ ▬ ▬▬ ▬▬▬ ▬▬▬▬ ▬▬ ▬ ▬▬▬ ▬▬▬▬▬ ▬▬ ▬▬ ▬▬▬ ▬ ▬▬▬▬ ▬▬▬ ▬▬ ▬▬▬ ▬ ▬▬▬▬ ▬▬ ▬▬▬ ▬▬ ▬▬▬▬▬ ▬ ▬▬ ▬▬▬ ▬▬▬▬ ▬▬ ▬ — [424, 489, 551, 529]
section-heading: Waverley Private Hotel. — [718, 987, 808, 996]
text-block: ▬▬ ▬▬▬ ▬ ▬▬▬▬ ▬▬ ▬▬▬ ▬▬ ▬▬▬▬▬ ▬ ▬▬ ▬▬▬ ▬▬▬▬ ▬▬ ▬ ▬▬▬ ▬▬▬▬▬ ▬▬ ▬▬ ▬▬▬ ▬ ▬▬▬▬ ▬▬▬ ▬▬ ▬▬▬ ▬ ▬▬▬▬ ▬▬ ▬▬▬ ▬▬ ▬▬▬▬▬ ▬ ▬▬ ▬▬▬ ▬▬▬▬ ▬▬ ▬ ▬▬▬ ▬▬▬▬▬ ▬▬ ▬▬ ▬▬▬ ▬ ▬▬▬▬ ▬▬▬ ▬▬ ▬▬▬ ▬ ▬▬▬▬ ▬▬ ▬▬▬ ▬▬ ▬▬▬▬▬ ▬ ▬▬ ▬▬▬ ▬▬▬▬ ▬▬ ▬ ▬▬▬ ▬▬▬▬▬ ▬▬ ▬▬ ▬▬▬ ▬ ▬▬▬▬ ▬▬▬ ▬▬ ▬▬▬ ▬ ▬▬▬▬ ▬▬ ▬▬▬ ▬▬ ▬▬▬▬▬ ▬ ▬▬ ▬▬▬ ▬▬▬▬ ▬▬ ▬ ▬▬▬ ▬▬▬▬▬ ▬▬ ▬▬ ▬▬▬ ▬ ▬▬▬▬ ▬▬▬ ▬▬ ▬▬▬ ▬ ▬▬▬▬ ▬▬ ▬▬▬ ▬▬ ▬▬▬▬▬ ▬ ▬▬ ▬▬▬ ▬▬▬▬ ▬▬ ▬ ▬▬▬ ▬▬▬▬▬ ▬▬ ▬▬ ▬▬▬ ▬ ▬▬▬▬ ▬▬▬ ▬▬ ▬▬▬ ▬ ▬▬▬▬ ▬▬ ▬▬▬ ▬▬ ▬▬▬▬▬ ▬ ▬▬ ▬▬▬ ▬▬▬▬ ▬▬ ▬ ▬▬▬ ▬▬▬▬▬ ▬▬ ▬▬ ▬▬▬ ▬ ▬▬▬▬ ▬▬▬ ▬▬ ▬▬▬ ▬ ▬▬▬▬ ▬▬ — [975, 1116, 1103, 1272]
section-heading: NEW ZEALAND GOLF. — [149, 58, 276, 96]
text-block: ▬▬ ▬▬▬ ▬ ▬▬▬▬ ▬▬ ▬▬▬ ▬▬ ▬▬▬▬▬ ▬ ▬▬ ▬▬▬ ▬▬▬▬ ▬▬ ▬ ▬▬▬ ▬▬▬▬▬ ▬▬ ▬▬ ▬▬▬ ▬ ▬▬▬▬ ▬▬▬ ▬▬ ▬▬▬ ▬ ▬▬▬▬ ▬▬ ▬▬▬ ▬▬ ▬▬▬▬▬ ▬ ▬▬ ▬▬▬ ▬▬▬▬ ▬▬ ▬ ▬▬▬ ▬▬▬▬▬ ▬▬ ▬▬ ▬▬▬ ▬ ▬▬▬▬ ▬▬▬ ▬▬ ▬▬▬ ▬ ▬▬▬▬ ▬▬ ▬▬▬ ▬▬ ▬▬▬▬▬ ▬ ▬▬ ▬▬▬ ▬▬▬▬ ▬▬ ▬ ▬▬▬ ▬▬▬▬▬ ▬▬ ▬▬ ▬▬▬ ▬ ▬▬▬▬ ▬▬▬ ▬▬ ▬▬▬ ▬ ▬▬▬▬ ▬▬ ▬▬▬ ▬▬ ▬▬▬▬▬ ▬ ▬▬ ▬▬▬ ▬▬▬▬ ▬▬ ▬ ▬▬▬ ▬▬▬▬▬ ▬▬ ▬▬ ▬▬▬ ▬ ▬▬▬▬ ▬▬▬ ▬▬ ▬▬▬ ▬ ▬▬▬▬ ▬▬ ▬▬▬ ▬▬ ▬▬▬▬▬ ▬ ▬▬ ▬▬▬ ▬▬▬▬ ▬▬ ▬ ▬▬▬ ▬▬▬▬▬ ▬▬ ▬▬ ▬▬▬ ▬ ▬▬▬▬ ▬▬▬ ▬▬ ▬▬▬ ▬ ▬▬▬▬ ▬▬ ▬▬▬ ▬▬ ▬▬▬▬▬ ▬ ▬▬ ▬▬▬ ▬▬▬▬ ▬▬ ▬ ▬▬▬ ▬▬▬▬▬ ▬▬ ▬▬ ▬▬▬ ▬ ▬▬▬▬ ▬▬▬ ▬▬ ▬▬▬ ▬ ▬▬▬▬ ▬▬ — [975, 944, 1103, 1099]
newspaper-title: THE DOMINION. THURSDAY, SEPTEMBER 19, 1912. — [70, 9, 650, 35]
section-heading: PUBLIC NOTICES. — [1000, 1104, 1079, 1114]
section-heading: SHIPPING NEWS. — [287, 58, 414, 79]
text-block: ▬▬ ▬▬▬ ▬ ▬▬▬▬ ▬▬ ▬▬▬ ▬▬ ▬▬▬▬▬ ▬ ▬▬ ▬▬▬ ▬▬▬▬ ▬▬ ▬ ▬▬▬ ▬▬▬▬▬ ▬▬ ▬▬ ▬▬▬ ▬ ▬▬▬▬ ▬▬▬ ▬▬ ▬▬▬ ▬ ▬▬▬▬ ▬▬ ▬▬▬ ▬▬ ▬▬▬▬▬ ▬ ▬▬ ▬▬▬ ▬▬▬▬ ▬▬ ▬ ▬▬▬ ▬▬▬▬▬ ▬▬ ▬▬ ▬▬▬ ▬ ▬▬▬▬ ▬▬▬ ▬▬ ▬▬▬ ▬ ▬▬▬▬ ▬▬ ▬▬▬ ▬▬ ▬▬▬▬▬ ▬ ▬▬ ▬▬▬ ▬▬▬▬ ▬▬ ▬ ▬▬▬ ▬▬▬▬▬ ▬▬ ▬▬ ▬▬▬ ▬ ▬▬▬▬ ▬▬▬ ▬▬ ▬▬▬ ▬ ▬▬▬▬ ▬▬ ▬▬ — [837, 179, 965, 261]
text-block: ▬▬ ▬▬▬ ▬ ▬▬▬▬ ▬▬ ▬▬▬ ▬▬ ▬▬▬▬▬ ▬ ▬▬ ▬▬▬ ▬▬▬▬ ▬▬ ▬ ▬▬▬ ▬▬▬▬▬ ▬▬ ▬▬ ▬▬▬ ▬ ▬▬▬▬ ▬▬▬ ▬▬ ▬▬▬ ▬ ▬▬▬▬ ▬▬ ▬▬▬ ▬▬ ▬▬▬▬▬ ▬ ▬▬ ▬▬▬ ▬▬▬▬ ▬▬ ▬ ▬▬▬ ▬▬▬▬▬ ▬▬ ▬▬ ▬▬▬ ▬ ▬▬▬▬ ▬▬▬ ▬▬ ▬▬▬ ▬ ▬▬▬▬ ▬▬ ▬▬▬ ▬▬ ▬▬▬▬▬ ▬ ▬▬ ▬▬▬ ▬▬▬▬ ▬▬ ▬ ▬▬▬ ▬▬▬▬▬ ▬▬ ▬▬ ▬▬▬ ▬ ▬▬▬▬ ▬▬▬ ▬▬ ▬▬▬ ▬ ▬▬▬▬ ▬▬ ▬▬▬ ▬▬ ▬▬▬▬▬ ▬ ▬▬ ▬▬▬ ▬▬▬▬ ▬▬ ▬ ▬▬▬ ▬▬▬▬▬ ▬▬ ▬▬ ▬▬▬ ▬ — [699, 195, 827, 293]
section-heading: ASSOCIATION. — [43, 579, 106, 589]
section-heading: BOGEY HANDICAP. — [171, 946, 253, 956]
section-heading: SEAFORTH SOLD. — [449, 1161, 526, 1171]
section-heading: HEALTH SECRETS. — [722, 1337, 804, 1347]
text-block: ▬▬ ▬▬▬ ▬ ▬▬▬▬ ▬▬ ▬▬▬ ▬▬ ▬▬▬▬▬ ▬ ▬▬ ▬▬▬ ▬▬▬▬ ▬▬ ▬ ▬▬▬ ▬▬▬▬▬ ▬▬ ▬▬ ▬▬▬ ▬ ▬▬▬▬ ▬▬▬ ▬▬ ▬▬▬ ▬ ▬▬▬▬ ▬▬ ▬▬▬ ▬▬ ▬▬▬▬▬ ▬ ▬▬ ▬▬▬ ▬▬▬▬ ▬▬ ▬ ▬▬▬ ▬▬▬▬▬ ▬▬ ▬▬ ▬▬▬ ▬ ▬▬▬▬ ▬▬▬ ▬▬ ▬▬▬ ▬ ▬▬▬▬ ▬▬ ▬▬▬ ▬▬ ▬▬▬▬▬ ▬ ▬▬ ▬▬▬ ▬▬▬▬ ▬▬ ▬ ▬▬▬ ▬▬▬▬▬ ▬▬ ▬▬ ▬▬▬ ▬ ▬▬▬▬ ▬▬▬ ▬▬ ▬▬▬ ▬ ▬▬▬▬ ▬▬ ▬▬▬ ▬▬ ▬▬▬▬▬ ▬ ▬▬ ▬▬▬ ▬▬▬▬ ▬▬ ▬ ▬▬▬ ▬▬▬▬▬ ▬▬ ▬▬ ▬▬▬ ▬ ▬▬▬▬ ▬▬▬ ▬▬ ▬▬▬ ▬ ▬▬▬▬ ▬▬ ▬▬▬ ▬▬ ▬▬▬▬▬ ▬ ▬▬ ▬▬▬ ▬▬▬▬ ▬▬ ▬ ▬▬▬ ▬▬▬▬▬ ▬▬ ▬▬ ▬▬▬ ▬ ▬▬▬▬ ▬▬▬ ▬▬ ▬▬▬ ▬ ▬▬▬▬ ▬▬ ▬▬▬ ▬▬ ▬▬▬▬▬ ▬ ▬▬ ▬▬▬ ▬▬▬▬ ▬▬ ▬ ▬▬▬ ▬▬▬▬▬ ▬▬ ▬▬ ▬▬▬ ▬ ▬▬▬▬ ▬▬▬ ▬▬ ▬▬▬ ▬ ▬▬▬▬ ▬▬ ▬▬▬ ▬▬ ▬▬▬▬▬ ▬ ▬▬ ▬▬▬ ▬▬▬▬ ▬▬ ▬ ▬▬▬ ▬▬▬▬▬ ▬▬ ▬▬ ▬▬▬ ▬ ▬▬▬▬ ▬▬▬ ▬▬ ▬▬▬ ▬ ▬▬▬▬ ▬▬ ▬▬▬ ▬▬ ▬▬▬▬▬ ▬ ▬▬ ▬▬▬ ▬▬▬▬ ▬▬ ▬ ▬▬▬ ▬▬▬▬▬ ▬▬ ▬▬ ▬▬▬ ▬ ▬▬▬▬ ▬▬▬ ▬▬ ▬▬▬ ▬ ▬▬▬▬ ▬▬ ▬▬▬ ▬▬ ▬▬▬▬▬ ▬ ▬▬ ▬▬▬ ▬▬▬▬ ▬▬ ▬ ▬▬▬ ▬▬▬▬▬ ▬▬ ▬▬ ▬▬▬ ▬ ▬▬▬▬ ▬▬▬ ▬▬ ▬▬▬ ▬ ▬▬▬▬ ▬▬ ▬▬▬ ▬▬ ▬▬▬▬▬ ▬ ▬▬ ▬▬▬ ▬▬▬▬ ▬▬ ▬ ▬▬▬ ▬▬▬▬▬ ▬▬ ▬▬ ▬▬▬ ▬ ▬▬▬▬ ▬▬▬ ▬▬ ▬▬▬ ▬ ▬▬▬▬ ▬▬ ▬▬▬ ▬▬ ▬▬▬▬▬ ▬ ▬▬ ▬▬▬ ▬▬▬▬ ▬▬ ▬ ▬▬▬ ▬▬▬▬▬ — [562, 370, 689, 641]
text-block: ▬▬ ▬▬▬ ▬ ▬▬▬▬ ▬▬ ▬▬▬ ▬▬ ▬▬▬▬▬ ▬ ▬▬ ▬▬▬ ▬▬▬▬ ▬▬ ▬ ▬▬▬ ▬▬▬▬▬ ▬▬ ▬▬ ▬▬▬ ▬ ▬▬▬▬ ▬▬▬ ▬▬ ▬▬▬ ▬ ▬▬▬▬ ▬▬ ▬▬▬ ▬▬ ▬▬▬▬▬ ▬ ▬▬ ▬▬▬ ▬▬▬▬ ▬▬ ▬ ▬▬▬ ▬▬▬▬▬ ▬▬ ▬▬ ▬▬▬ ▬ ▬▬▬▬ ▬▬▬ ▬▬ ▬▬▬ ▬ ▬▬▬▬ ▬▬ ▬▬▬ ▬▬ ▬▬▬▬▬ ▬ ▬▬ ▬▬▬ ▬▬▬▬ ▬▬ ▬ ▬▬▬ ▬▬▬▬▬ ▬▬ ▬▬ ▬▬▬ ▬ ▬▬▬▬ ▬▬▬ ▬▬ ▬▬▬ ▬ ▬▬▬▬ ▬▬ ▬▬ — [837, 869, 965, 951]
column-8 — [970, 52, 1108, 1582]
text-block: ▬▬ ▬▬▬ ▬ ▬▬▬▬ ▬▬ ▬▬▬ ▬▬ ▬▬▬▬▬ ▬ ▬▬ ▬▬▬ ▬▬▬▬ ▬▬ ▬ ▬▬▬ ▬▬▬▬▬ ▬▬ ▬▬ ▬▬▬ ▬ ▬▬▬▬ ▬▬▬ ▬▬ ▬▬▬ ▬ ▬▬▬▬ ▬▬ ▬▬▬ ▬▬ ▬▬▬▬▬ ▬ ▬▬ ▬▬▬ ▬▬▬▬ ▬▬ ▬ ▬▬▬ ▬▬▬▬▬ ▬▬ ▬▬ ▬▬▬ ▬ ▬▬▬▬ ▬▬▬ ▬▬ ▬▬▬ ▬ ▬▬▬▬ ▬▬ ▬▬▬ ▬▬ ▬▬▬▬▬ ▬ ▬▬ ▬▬▬ ▬▬▬▬ ▬▬ ▬ ▬▬▬ ▬▬▬▬▬ ▬▬ ▬▬ ▬▬▬ ▬ ▬▬▬▬ ▬▬▬ ▬▬ ▬▬▬ ▬ ▬▬▬▬ ▬▬ ▬▬▬ ▬▬ ▬▬▬▬▬ ▬ ▬▬ ▬▬▬ ▬▬▬▬ ▬▬ ▬ ▬▬▬ ▬▬▬▬▬ ▬▬ ▬▬ ▬▬▬ ▬ — [699, 538, 827, 637]
section-heading: CRICKET. — [53, 823, 95, 833]
text-block: ▬▬ ▬▬▬ ▬ ▬▬▬▬ ▬▬ ▬▬▬ ▬▬ ▬▬▬▬▬ ▬ ▬▬ ▬▬▬ ▬▬▬▬ ▬▬ ▬ ▬▬▬ ▬▬▬▬▬ ▬▬ ▬▬ ▬▬▬ ▬ ▬▬▬▬ ▬▬▬ ▬▬ ▬▬▬ ▬ ▬▬▬▬ ▬▬ ▬▬▬ ▬▬ ▬▬▬▬▬ ▬ ▬▬ ▬▬▬ ▬▬▬▬ ▬▬ ▬ — [424, 892, 551, 933]
section-heading: ATHLETIC SPORTS. — [11, 58, 138, 96]
text-block: ▬▬ ▬▬▬ ▬ ▬▬▬▬ ▬▬ ▬▬▬ ▬▬ ▬▬▬▬▬ ▬ ▬▬ ▬▬▬ ▬▬▬▬ ▬▬ ▬ ▬▬▬ ▬▬▬▬▬ ▬▬ ▬▬ ▬▬▬ ▬ ▬▬▬▬ ▬▬▬ ▬▬ ▬▬▬ ▬ ▬▬▬▬ ▬▬ ▬▬▬ ▬▬ ▬▬▬▬▬ ▬ ▬▬ ▬▬▬ ▬▬▬▬ ▬▬ ▬ ▬▬▬ ▬▬▬▬▬ ▬▬ ▬▬ ▬▬▬ ▬ ▬▬▬▬ ▬▬▬ ▬▬ ▬▬▬ ▬ ▬▬▬▬ ▬▬ ▬▬▬ ▬▬ ▬▬▬▬▬ ▬ ▬▬ ▬▬▬ ▬▬▬▬ ▬▬ ▬ ▬▬▬ ▬▬▬▬▬ ▬▬ ▬▬ ▬▬▬ ▬ ▬▬▬▬ ▬▬▬ ▬▬ ▬▬▬ ▬ ▬▬▬▬ ▬▬ ▬▬▬ ▬▬ ▬▬▬▬▬ ▬ ▬▬ ▬▬▬ ▬▬▬▬ ▬▬ ▬ ▬▬▬ ▬▬▬▬▬ ▬▬ ▬▬ ▬▬▬ ▬ ▬▬▬▬ ▬▬▬ ▬▬ ▬▬▬ ▬ ▬▬▬▬ ▬▬ ▬▬▬ ▬▬ ▬▬▬▬▬ ▬ ▬▬ ▬▬▬ ▬▬▬▬ ▬▬ ▬ ▬▬▬ ▬▬▬▬▬ ▬▬ ▬▬ ▬▬▬ ▬ ▬▬▬▬ ▬▬▬ ▬▬ ▬▬▬ ▬ ▬▬▬▬ ▬▬ ▬▬▬ ▬▬ ▬▬▬▬▬ ▬ ▬▬ ▬▬▬ ▬▬▬▬ ▬▬ ▬ ▬▬▬ ▬▬▬▬▬ ▬▬ ▬▬ ▬▬▬ ▬ ▬▬▬▬ ▬▬▬ ▬▬ ▬▬▬ ▬ ▬▬▬▬ ▬▬ ▬▬▬ ▬▬ ▬▬▬▬▬ ▬ ▬▬ ▬▬▬ ▬▬▬▬ ▬▬ ▬ ▬▬▬ ▬▬▬▬▬ ▬▬ ▬▬ ▬▬▬ ▬ ▬▬▬▬ ▬▬▬ ▬▬ ▬▬▬ ▬ ▬▬▬▬ ▬▬ ▬▬▬ ▬▬ ▬▬▬▬▬ ▬ ▬▬ ▬▬▬ ▬▬▬▬ ▬▬ ▬ ▬▬▬ ▬▬▬▬▬ ▬▬ ▬▬ ▬▬▬ ▬ ▬▬▬▬ ▬▬▬ ▬▬ ▬▬▬ ▬ ▬▬▬▬ ▬▬ ▬▬▬ ▬▬ ▬▬▬▬▬ ▬ ▬▬ ▬▬▬ ▬▬▬▬ ▬▬ ▬ ▬▬▬ ▬▬▬▬▬ ▬▬ ▬▬ ▬▬▬ ▬ ▬▬▬▬ ▬▬▬ ▬▬ ▬▬▬ ▬ ▬▬▬▬ ▬▬ ▬▬▬ ▬▬ ▬▬▬▬▬ ▬ ▬▬ ▬▬▬ ▬▬▬▬ ▬▬ ▬ ▬▬▬ ▬▬▬▬▬ ▬▬ ▬▬ ▬▬▬ ▬ ▬▬▬▬ ▬▬▬ ▬▬ ▬▬▬ ▬ ▬▬▬▬ ▬▬ ▬▬▬ ▬▬ ▬▬▬▬▬ ▬ ▬▬ ▬▬▬ ▬▬▬▬ ▬▬ ▬ ▬▬▬ ▬▬▬▬▬ — [562, 658, 689, 928]
section-heading: Sailing of Shield Team. — [30, 1193, 119, 1202]
section-heading: OVERSEAS. — [463, 129, 513, 138]
text-block: ▬▬ ▬▬▬ ▬ ▬▬▬▬ ▬▬ ▬▬▬ ▬▬ ▬▬▬▬▬ ▬ ▬▬ ▬▬▬ ▬▬▬▬ ▬▬ ▬ ▬▬▬ ▬▬▬▬▬ ▬▬ ▬▬ ▬▬▬ ▬ ▬▬▬▬ ▬▬▬ ▬▬ ▬▬▬ ▬ ▬▬▬▬ ▬▬ ▬▬▬ ▬▬ ▬▬▬▬▬ ▬ ▬▬ ▬▬▬ ▬▬▬▬ ▬▬ ▬ ▬▬▬ ▬▬▬▬▬ ▬▬ ▬▬ ▬▬▬ ▬ ▬▬▬▬ ▬▬▬ ▬▬ ▬▬▬ ▬ ▬▬▬▬ ▬▬ ▬▬▬ ▬▬ ▬▬▬▬▬ ▬ ▬▬ ▬▬▬ ▬▬▬▬ ▬▬ ▬ ▬▬▬ ▬▬▬▬▬ ▬▬ ▬▬ ▬▬▬ ▬ ▬▬▬▬ ▬▬▬ ▬▬ ▬▬▬ ▬ ▬▬▬▬ ▬▬ ▬▬ — [837, 965, 965, 1047]
masthead — [0, 0, 1114, 48]
section-heading: LYTTELTON. — [461, 593, 514, 602]
section-heading: TIMARU. — [468, 535, 507, 544]
section-heading: Wellington Technical School. — [845, 1051, 957, 1060]
text-block: ▬▬ ▬▬▬ ▬ ▬▬▬▬ ▬▬ ▬▬▬ ▬▬ ▬▬▬▬▬ ▬ ▬▬ ▬▬▬ ▬▬▬▬ ▬▬ ▬ ▬▬▬ ▬▬▬▬▬ ▬▬ ▬▬ ▬▬▬ ▬ ▬▬▬▬ ▬▬▬ ▬▬ ▬▬▬ ▬ ▬▬▬▬ ▬▬ ▬▬▬ ▬▬ ▬▬▬▬▬ ▬ ▬▬ ▬▬▬ ▬▬▬▬ ▬▬ ▬ ▬▬▬ ▬▬▬▬▬ ▬▬ ▬▬ ▬▬▬ ▬ ▬▬▬▬ ▬▬▬ ▬▬ ▬▬▬ ▬ ▬▬▬▬ ▬▬ ▬▬▬ ▬▬ ▬▬▬▬▬ ▬ ▬▬ ▬▬▬ ▬▬▬▬ ▬▬ ▬ ▬▬▬ ▬▬▬▬▬ ▬▬ ▬▬ ▬▬▬ ▬ ▬▬▬▬ ▬▬▬ ▬▬ ▬▬▬ ▬ ▬▬▬▬ ▬▬ ▬▬▬ ▬▬ ▬▬▬▬▬ ▬ ▬▬ ▬▬▬ ▬▬▬▬ ▬▬ ▬ ▬▬▬ ▬▬▬▬▬ ▬▬ ▬▬ ▬▬▬ ▬ ▬▬▬▬ ▬▬▬ ▬▬ ▬▬▬ ▬ ▬▬▬▬ ▬▬ — [11, 223, 138, 330]
text-block: ▬▬ ▬▬▬ ▬ ▬▬▬▬ ▬▬ ▬▬▬ ▬▬ ▬▬▬▬▬ ▬ ▬▬ ▬▬▬ ▬▬▬▬ ▬▬ ▬ ▬▬▬ ▬▬▬▬▬ ▬▬ ▬▬ ▬▬▬ ▬ ▬▬▬▬ ▬▬▬ ▬▬ ▬▬▬ ▬ ▬▬▬▬ ▬▬ ▬▬▬ ▬▬ ▬▬▬▬▬ ▬ ▬▬ ▬▬▬ ▬▬▬▬ ▬▬ ▬ ▬▬▬ ▬▬▬▬▬ ▬▬ ▬▬ ▬▬▬ ▬ ▬▬▬▬ ▬▬▬ ▬▬ ▬▬▬ ▬ ▬▬▬▬ ▬▬ ▬▬▬ ▬▬ ▬▬▬▬▬ ▬ ▬▬ ▬▬▬ ▬▬▬▬ ▬▬ ▬ ▬▬▬ ▬▬▬▬▬ ▬▬ ▬▬ ▬▬▬ ▬ ▬▬▬▬ ▬▬▬ ▬▬ ▬▬▬ ▬ ▬▬▬▬ ▬▬ ▬▬▬ ▬▬ ▬▬▬▬▬ ▬ ▬▬ ▬▬▬ ▬▬▬▬ ▬▬ ▬ ▬▬▬ ▬▬▬▬▬ ▬▬ ▬▬ ▬▬▬ ▬ — [699, 310, 827, 409]
section-heading: HOTEL NOTICES. — [725, 642, 801, 652]
section-heading: Wellington F.A. Executive. — [24, 702, 125, 711]
section-heading: WHAT THEY TELL US. — [578, 1218, 673, 1228]
text-block: ▬▬ ▬▬▬ ▬ ▬▬▬▬ ▬▬ ▬▬▬ ▬▬ ▬▬▬▬▬ ▬ ▬▬ ▬▬▬ ▬▬▬▬ ▬▬ ▬ ▬▬▬ ▬▬▬▬▬ ▬▬ ▬▬ ▬▬▬ ▬ ▬▬▬▬ ▬▬▬ ▬▬ ▬▬▬ ▬ ▬▬▬▬ ▬▬ ▬▬▬ ▬▬ ▬▬▬▬▬ ▬ ▬▬ ▬▬▬ ▬▬▬▬ ▬▬ ▬ ▬▬▬ ▬▬▬▬▬ ▬▬ ▬▬ ▬▬▬ ▬ ▬▬▬▬ ▬▬▬ ▬▬ ▬▬▬ ▬ ▬▬▬▬ ▬▬ ▬▬▬ ▬▬ ▬▬▬▬▬ ▬ ▬▬ ▬▬▬ ▬▬▬▬ ▬▬ ▬ ▬▬▬ ▬▬▬▬▬ ▬▬ ▬▬ ▬▬▬ ▬ ▬▬▬▬ ▬▬▬ ▬▬ ▬▬▬ ▬ ▬▬▬▬ ▬▬ ▬▬▬ ▬▬ ▬▬▬▬▬ ▬ ▬▬ ▬▬▬ ▬▬▬▬ ▬▬ ▬ ▬▬▬ ▬▬▬▬▬ ▬▬ ▬▬ ▬▬▬ ▬ ▬▬▬▬ ▬▬▬ ▬▬ ▬▬▬ ▬ ▬▬▬▬ ▬▬ ▬▬▬ ▬▬ ▬▬▬▬▬ ▬ ▬▬ ▬▬▬ ▬▬▬▬ ▬▬ ▬ ▬▬▬ ▬▬▬▬▬ ▬▬ ▬▬ ▬▬▬ — [286, 643, 414, 765]
text-block: ▬▬ ▬▬▬ ▬ ▬▬▬▬ ▬▬ ▬▬▬ ▬▬ ▬▬▬▬▬ ▬ ▬▬ ▬▬▬ ▬▬▬▬ ▬▬ ▬ ▬▬▬ ▬▬▬▬▬ ▬▬ ▬▬ ▬▬▬ ▬ ▬▬▬▬ ▬▬▬ ▬▬ ▬▬▬ ▬ ▬▬▬▬ ▬▬ ▬▬▬ ▬▬ ▬▬▬▬▬ ▬ ▬▬ ▬▬▬ ▬▬▬▬ ▬▬ ▬ ▬▬▬ ▬▬▬▬▬ ▬▬ ▬▬ ▬▬▬ ▬ ▬▬▬▬ ▬▬▬ ▬▬ ▬▬▬ ▬ ▬▬▬▬ ▬▬ ▬▬▬ ▬▬ ▬▬▬▬▬ ▬ ▬▬ ▬▬▬ ▬▬▬▬ ▬▬ ▬ ▬▬▬ ▬▬▬▬▬ ▬▬ ▬▬ ▬▬▬ ▬ ▬▬▬▬ ▬▬▬ ▬▬ ▬▬▬ ▬ ▬▬▬▬ ▬▬ ▬▬▬ ▬▬ ▬▬▬▬▬ ▬ ▬▬ ▬▬▬ ▬▬▬▬ ▬▬ ▬ ▬▬▬ ▬▬▬▬▬ ▬▬ ▬▬ ▬▬▬ ▬ ▬▬▬▬ ▬▬▬ ▬▬ ▬▬▬ ▬ ▬▬▬▬ ▬▬ ▬▬▬ ▬▬ ▬▬▬▬▬ ▬ ▬▬ ▬▬▬ ▬▬▬▬ ▬▬ ▬ ▬▬▬ ▬▬▬▬▬ ▬▬ ▬▬ ▬▬▬ ▬ ▬▬▬▬ ▬▬▬ ▬▬ ▬▬▬ ▬ ▬▬▬▬ ▬▬ ▬▬▬ ▬▬ ▬▬▬▬▬ ▬ ▬▬ ▬▬▬ ▬▬▬▬ ▬▬ ▬ ▬▬▬ ▬▬▬▬▬ ▬▬ ▬▬ ▬▬▬ ▬ ▬▬▬▬ ▬▬▬ ▬▬ ▬▬▬ ▬ ▬▬▬▬ ▬▬ ▬▬▬ ▬▬ ▬▬▬▬▬ ▬ ▬▬ ▬▬▬ ▬▬▬▬ ▬▬ ▬ ▬▬▬ ▬▬▬▬▬ ▬▬ ▬▬ ▬▬▬ ▬ ▬▬▬▬ ▬▬▬ ▬▬ ▬▬▬ ▬ ▬▬▬▬ ▬▬ ▬▬▬ ▬▬ ▬▬▬▬▬ ▬ ▬▬ ▬▬▬ ▬▬▬▬ ▬▬ ▬ ▬▬▬ ▬▬▬▬▬ ▬▬ ▬▬ ▬▬▬ ▬ ▬▬▬▬ ▬▬▬ ▬▬ ▬▬▬ ▬ ▬▬▬▬ ▬▬ ▬▬▬ ▬▬ ▬▬▬▬▬ ▬ ▬▬ ▬▬▬ ▬▬▬▬ ▬▬ ▬ ▬▬▬ ▬▬▬▬▬ ▬▬ ▬▬ ▬▬▬ ▬ ▬▬▬▬ ▬▬▬ ▬▬ ▬▬▬ ▬ ▬▬▬▬ ▬▬ ▬▬▬ ▬▬ ▬▬▬▬▬ ▬ ▬▬ ▬▬▬ ▬▬▬▬ ▬▬ ▬ ▬▬▬ ▬▬▬▬▬ ▬▬ ▬▬ ▬▬▬ ▬ ▬▬▬▬ ▬▬▬ ▬▬ ▬▬▬ ▬ ▬▬▬▬ ▬▬ ▬▬▬ ▬▬ ▬▬▬▬▬ ▬ ▬▬ ▬▬▬ ▬▬▬▬ ▬▬ ▬ ▬▬▬ ▬▬▬▬▬ — [562, 942, 689, 1213]
section-heading: RUGBY CODE. — [44, 211, 105, 221]
text-block: ▬▬ ▬▬▬ ▬ ▬▬▬▬ ▬▬ ▬▬▬ ▬▬ ▬▬▬▬▬ ▬ ▬▬ ▬▬▬ ▬▬▬▬ ▬▬ ▬ ▬▬▬ ▬▬▬▬▬ ▬▬ ▬▬ ▬▬▬ ▬ ▬▬▬▬ ▬▬▬ ▬▬ ▬▬▬ ▬ ▬▬▬▬ ▬▬ ▬▬▬ ▬▬ ▬▬▬▬▬ ▬ ▬▬ ▬▬▬ ▬▬▬▬ ▬▬ ▬ ▬▬▬ ▬▬▬▬▬ ▬▬ ▬▬ ▬▬▬ ▬ ▬▬▬▬ ▬▬▬ ▬▬ ▬▬▬ ▬ ▬▬▬▬ ▬▬ ▬▬▬ ▬▬ ▬▬▬▬▬ ▬ ▬▬ ▬▬▬ ▬▬▬▬ ▬▬ ▬ ▬▬▬ ▬▬▬▬▬ ▬▬ ▬▬ ▬▬▬ ▬ ▬▬▬▬ ▬▬▬ ▬▬ ▬▬▬ ▬ ▬▬▬▬ ▬▬ ▬▬ — [837, 575, 965, 657]
text-block: ▬▬ ▬▬▬ ▬ ▬▬▬▬ ▬▬ ▬▬▬ ▬▬ ▬▬▬▬▬ ▬ ▬▬ ▬▬▬ ▬▬▬▬ ▬▬ ▬ ▬▬▬ ▬▬▬▬▬ ▬▬ ▬▬ ▬▬▬ ▬ ▬▬▬▬ ▬▬▬ ▬▬ ▬▬▬ ▬ ▬▬▬▬ ▬▬ ▬▬▬ ▬▬ ▬▬▬▬▬ ▬ ▬▬ ▬▬▬ ▬▬▬▬ ▬▬ ▬ — [424, 1173, 551, 1214]
text-block: ▬▬ ▬▬▬ ▬ ▬▬▬▬ ▬▬ ▬▬▬ ▬▬ ▬▬▬▬▬ ▬ ▬▬ ▬▬▬ ▬▬▬▬ ▬▬ ▬ ▬▬▬ ▬▬▬▬▬ ▬▬ ▬▬ ▬▬▬ ▬ ▬▬▬▬ ▬▬▬ ▬▬ ▬▬▬ ▬ ▬▬▬▬ ▬▬ ▬▬▬ ▬▬ ▬▬▬▬▬ ▬ ▬▬ ▬▬▬ ▬▬▬▬ ▬▬ ▬ ▬▬▬ ▬▬▬▬▬ ▬▬ ▬▬ ▬▬▬ ▬ ▬▬▬▬ ▬▬▬ ▬▬ ▬▬▬ ▬ ▬▬▬▬ ▬▬ ▬▬▬ ▬▬ ▬▬▬▬▬ ▬ ▬▬ ▬▬▬ ▬▬▬▬ ▬▬ ▬ ▬▬▬ ▬▬▬▬▬ ▬▬ ▬▬ ▬▬▬ ▬ ▬▬▬▬ ▬▬▬ ▬▬ ▬▬▬ ▬ ▬▬▬▬ ▬▬ ▬▬▬ ▬▬ ▬▬▬▬▬ ▬ ▬▬ ▬▬▬ ▬▬▬▬ ▬▬ ▬ ▬▬▬ ▬▬▬▬▬ ▬▬ ▬▬ ▬▬▬ ▬ ▬▬▬▬ ▬▬▬ ▬▬ ▬▬▬ ▬ ▬▬▬▬ ▬▬ ▬▬▬ ▬▬ ▬▬▬▬▬ ▬ ▬▬ ▬▬▬ ▬▬▬▬ ▬▬ ▬ ▬▬▬ ▬▬▬▬▬ ▬▬ ▬▬ ▬▬▬ — [286, 783, 414, 905]
section-heading: THE KILBIRNIE CLUB. — [25, 947, 124, 957]
newspaper-page — [6, 52, 1108, 1582]
section-heading: Rangatira at Auckland. — [443, 1050, 532, 1059]
section-heading: FOXTON. — [468, 361, 507, 370]
section-heading: Corinthic's Expected Arrival. — [432, 882, 543, 890]
text-block: ▬▬ ▬▬▬ ▬ ▬▬▬▬ ▬▬ ▬▬▬ ▬▬ ▬▬▬▬▬ ▬ ▬▬ ▬▬▬ ▬▬▬▬ ▬▬ ▬ ▬▬▬ ▬▬▬▬▬ ▬▬ ▬▬ ▬▬▬ ▬ ▬▬▬▬ ▬▬▬ ▬▬ ▬▬▬ ▬ ▬▬▬▬ ▬▬ ▬▬▬ ▬▬ ▬▬▬▬▬ ▬ ▬▬ ▬▬▬ ▬▬▬▬ ▬▬ ▬ — [424, 837, 551, 877]
section-heading: PHASES OF THE MOON. — [298, 211, 402, 220]
text-block: ▬▬ ▬▬▬ ▬ ▬▬▬▬ ▬▬ ▬▬▬ ▬▬ ▬▬▬▬▬ ▬ ▬▬ ▬▬▬ ▬▬▬▬ ▬▬ ▬ ▬▬▬ ▬▬▬▬▬ ▬▬ ▬▬ ▬▬▬ ▬ ▬▬▬▬ ▬▬▬ ▬▬ ▬▬▬ ▬ ▬▬▬▬ ▬▬ ▬▬▬ ▬▬ ▬▬▬▬▬ ▬ ▬▬ ▬▬▬ ▬▬▬▬ ▬▬ ▬ — [424, 431, 551, 471]
section-heading: Plimmer-Dennison Season. — [849, 169, 953, 177]
text-block: ▬▬ ▬▬▬ ▬ ▬▬▬▬ ▬▬ ▬▬▬ ▬▬ ▬▬▬▬▬ ▬ ▬▬ ▬▬▬ ▬▬▬▬ ▬▬ ▬ ▬▬▬ ▬▬▬▬▬ ▬▬ ▬▬ ▬▬▬ ▬ ▬▬▬▬ ▬▬▬ ▬▬ ▬▬▬ ▬ ▬▬▬▬ ▬▬ ▬▬▬ ▬▬ ▬▬▬▬▬ ▬ ▬▬ ▬▬▬ ▬▬▬▬ ▬▬ ▬ ▬▬▬ ▬▬▬▬▬ ▬▬ ▬▬ ▬▬▬ ▬ ▬▬▬▬ ▬▬▬ ▬▬ ▬▬▬ ▬ ▬▬▬▬ ▬▬ ▬▬▬ ▬▬ ▬▬▬▬▬ ▬ ▬▬ ▬▬▬ ▬▬▬▬ ▬▬ ▬ ▬▬▬ ▬▬▬▬▬ ▬▬ ▬▬ ▬▬▬ ▬ ▬▬▬▬ ▬▬▬ ▬▬ ▬▬▬ ▬ ▬▬▬▬ ▬▬ ▬▬▬ ▬▬ ▬▬▬▬▬ ▬ ▬▬ ▬▬▬ ▬▬▬▬ ▬▬ ▬ ▬▬▬ ▬▬▬▬▬ ▬▬ ▬▬ ▬▬▬ ▬ — [699, 1349, 827, 1447]
section-heading: PROJECTED DEPARTURES. — [292, 911, 408, 920]
column-7 — [833, 52, 971, 1582]
text-block: ▬▬ ▬▬▬ ▬ ▬▬▬▬ ▬▬ ▬▬▬ ▬▬ ▬▬▬▬▬ ▬ ▬▬ ▬▬▬ ▬▬▬▬ ▬▬ ▬ ▬▬▬ ▬▬▬▬▬ ▬▬ ▬▬ ▬▬▬ ▬ ▬▬▬▬ ▬▬▬ ▬▬ ▬▬▬ ▬ ▬▬▬▬ ▬▬ ▬▬▬ ▬▬ ▬▬▬▬▬ ▬ ▬▬ ▬▬▬ ▬▬▬▬ ▬▬ ▬ ▬▬▬ ▬▬▬▬▬ ▬▬ ▬▬ ▬▬▬ ▬ ▬▬▬▬ ▬▬▬ ▬▬ ▬▬▬ ▬ ▬▬▬▬ ▬▬ ▬▬▬ ▬▬ ▬▬▬▬▬ ▬ ▬▬ ▬▬▬ ▬▬▬▬ ▬▬ ▬ ▬▬▬ ▬▬▬▬▬ ▬▬ ▬▬ ▬▬▬ ▬ ▬▬▬▬ ▬▬▬ ▬▬ ▬▬▬ ▬ ▬▬▬▬ ▬▬ ▬▬▬ ▬▬ ▬▬▬▬▬ ▬ ▬▬ ▬▬▬ ▬▬▬▬ ▬▬ ▬ ▬▬▬ ▬▬▬▬▬ ▬▬ ▬▬ ▬▬▬ ▬ ▬▬▬▬ ▬▬▬ ▬▬ ▬▬▬ ▬ ▬▬▬▬ ▬▬ ▬▬▬ ▬▬ ▬▬▬▬▬ ▬ ▬▬ ▬▬▬ ▬▬▬▬ ▬▬ ▬ ▬▬▬ ▬▬▬▬▬ ▬▬ ▬▬ ▬▬▬ ▬ ▬▬▬▬ ▬▬▬ ▬▬ ▬▬▬ ▬ ▬▬▬▬ ▬▬ ▬▬▬ ▬▬ ▬▬▬▬▬ ▬ ▬▬ ▬▬▬ ▬▬▬▬ ▬▬ ▬ ▬▬▬ ▬▬▬▬▬ ▬▬ ▬▬ ▬▬▬ ▬ ▬▬▬▬ ▬▬▬ ▬▬ ▬▬▬ ▬ ▬▬▬▬ — [148, 440, 276, 595]
section-heading: Plant Your Garden with Jones and Co.'s Plants. — [844, 1246, 957, 1264]
text-block: ▬▬ ▬▬▬ ▬ ▬▬▬▬ ▬▬ ▬▬▬ ▬▬ ▬▬▬▬▬ ▬ ▬▬ ▬▬▬ ▬▬▬▬ ▬▬ ▬ ▬▬▬ ▬▬▬▬▬ ▬▬ ▬▬ ▬▬▬ ▬ ▬▬▬▬ ▬▬▬ ▬▬ ▬▬▬ ▬ ▬▬▬▬ ▬▬ ▬▬▬ ▬▬ ▬▬▬▬▬ ▬ ▬▬ ▬▬▬ ▬▬▬▬ ▬▬ ▬ — [424, 950, 551, 991]
text-block: ▬▬ ▬▬▬ ▬ ▬▬▬▬ ▬▬ ▬▬▬ ▬▬ ▬▬▬▬▬ ▬ ▬▬ ▬▬▬ ▬▬▬▬ ▬▬ ▬ ▬▬▬ ▬▬▬▬▬ ▬▬ ▬▬ ▬▬▬ ▬ ▬▬▬▬ ▬▬▬ ▬▬ ▬▬▬ ▬ ▬▬▬▬ ▬▬ ▬▬▬ ▬▬ ▬▬▬▬▬ ▬ ▬▬ ▬▬▬ ▬▬▬▬ ▬▬ ▬ — [424, 1231, 551, 1272]
text-block: ▬▬ ▬▬▬ ▬ ▬▬▬▬ ▬▬ ▬▬▬ ▬▬ ▬▬▬▬▬ ▬ ▬▬ ▬▬▬ ▬▬▬▬ ▬▬ ▬ ▬▬▬ ▬▬▬▬▬ ▬▬ ▬▬ ▬▬▬ ▬ ▬▬▬▬ ▬▬▬ ▬▬ ▬▬▬ ▬ ▬▬▬▬ ▬▬ ▬▬▬ ▬▬ ▬▬▬▬▬ ▬ ▬▬ ▬▬▬ ▬▬▬▬ ▬▬ ▬ ▬▬▬ ▬▬▬▬▬ ▬▬ ▬▬ ▬▬▬ ▬ ▬▬▬▬ ▬▬▬ ▬▬ ▬▬▬ ▬ ▬▬▬▬ ▬▬ ▬▬▬ ▬▬ ▬▬▬▬▬ ▬ ▬▬ ▬▬▬ ▬▬▬▬ ▬▬ ▬ ▬▬▬ ▬▬▬▬▬ ▬▬ ▬▬ ▬▬▬ ▬ ▬▬▬▬ ▬▬▬ ▬▬ ▬▬▬ ▬ ▬▬▬▬ ▬▬ ▬▬▬ ▬▬ ▬▬▬▬▬ ▬ ▬▬ ▬▬▬ ▬▬▬▬ ▬▬ ▬ ▬▬▬ ▬▬▬▬▬ ▬▬ ▬▬ ▬▬▬ ▬ ▬▬▬▬ ▬▬▬ ▬▬ ▬▬▬ ▬ ▬▬▬▬ ▬▬ ▬▬▬ ▬▬ ▬▬▬▬▬ ▬ ▬▬ ▬▬▬ ▬▬▬▬ ▬▬ ▬ ▬▬▬ ▬▬▬▬▬ ▬▬ ▬▬ ▬▬▬ — [286, 1060, 414, 1183]
